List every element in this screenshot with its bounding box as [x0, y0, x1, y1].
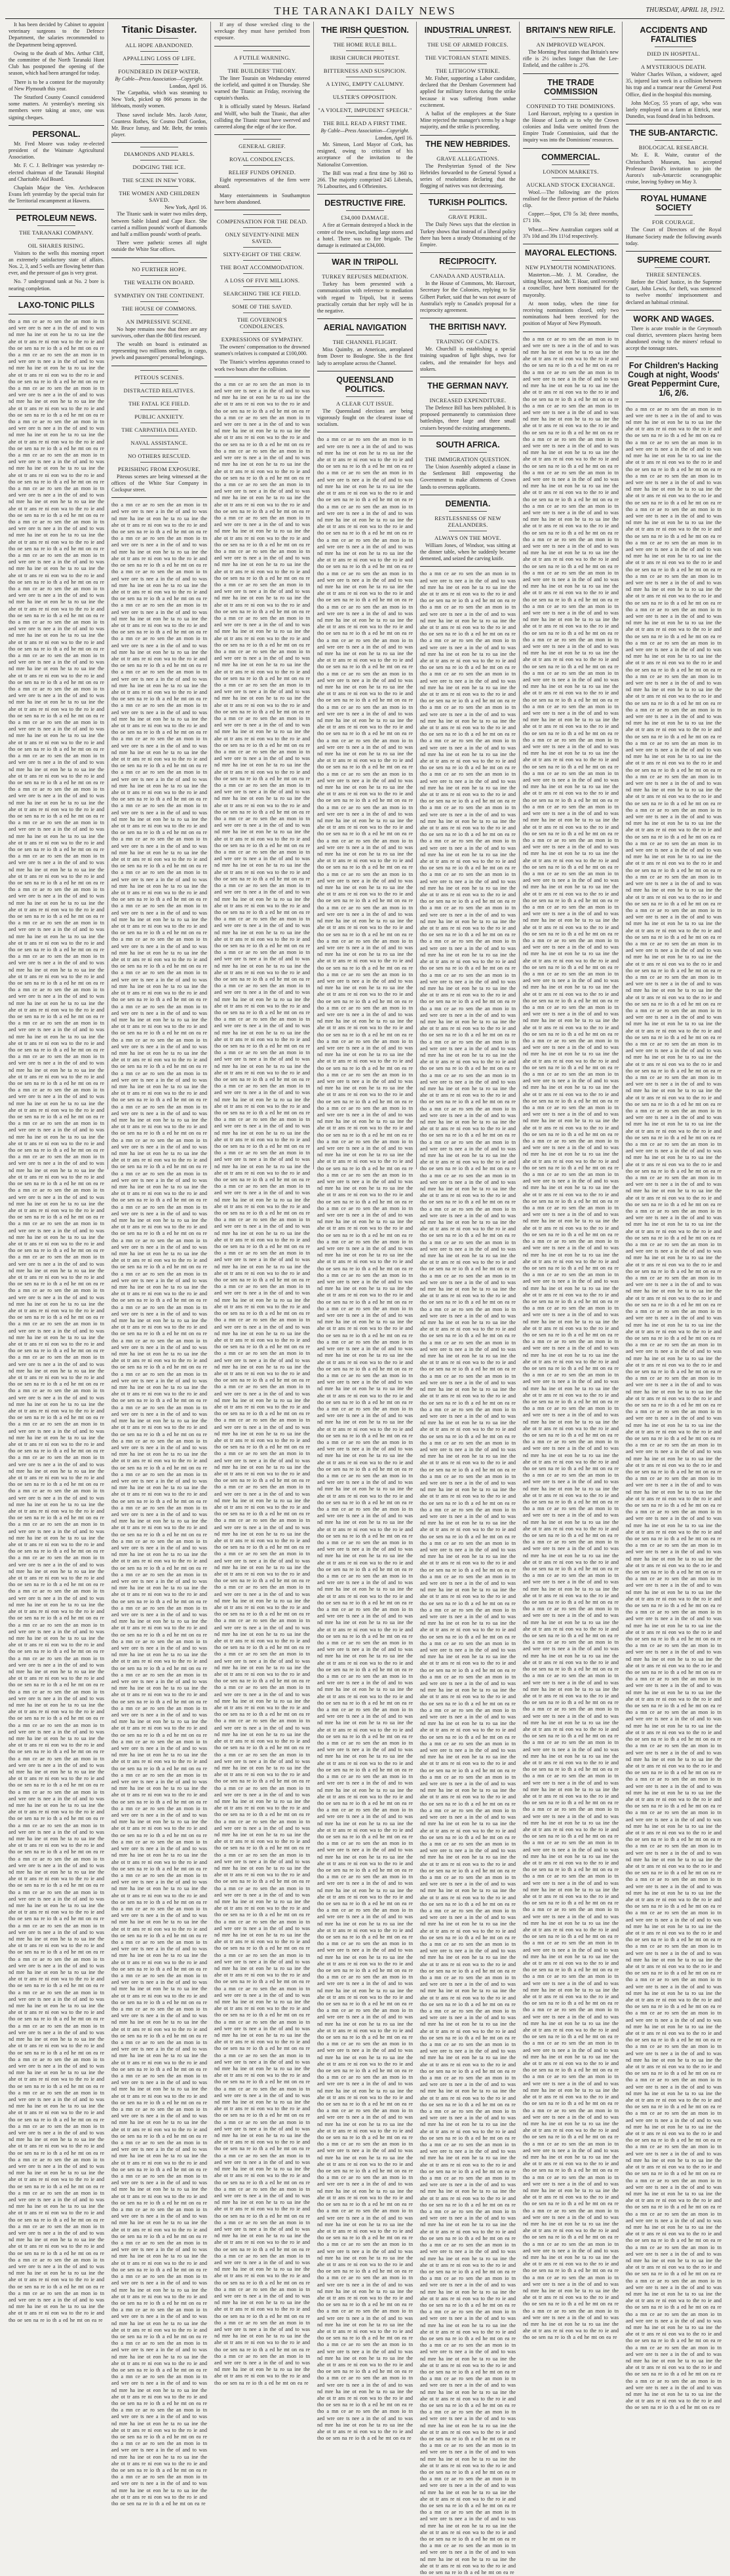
section-rule [655, 215, 693, 216]
column-divider-rule [523, 73, 619, 74]
article-paragraph: Those saved include Mrs. Jacob Astor, Countess Rothes, Sir Cosmo Duff Gordon, Mr. Bruce Ismay, and Mr. Behr, the tennis player. [111, 111, 207, 138]
article-heading: SUPREME COURT. [637, 256, 710, 265]
article-subheading: OIL SHARES RISING. [28, 242, 85, 249]
section-rule [243, 260, 281, 261]
article-paragraph: Mr. F. C. J. Bellringer was yesterday re-elected chairman of the Taranaki Hospital and Charitable Aid Board. [9, 162, 104, 182]
article-paragraph: No hope remains now that there are any survivors, other than the 800 first rescued. [111, 326, 207, 339]
article-subheading: THE HOME RULE BILL. [333, 41, 397, 48]
section-rule [449, 393, 487, 394]
column-divider-rule [317, 194, 413, 195]
article-section [317, 375, 413, 428]
article-section [9, 214, 104, 292]
article-dateline: New York, April 16. [164, 204, 207, 211]
article-subheading: £34,000 DAMAGE. [341, 214, 389, 221]
article-paragraph: Mr. Simeon, Lord Mayor of Cork, has resigned, owing to criticism of his acceptance of the invitation to the Nationalist Convention. [317, 142, 413, 168]
section-rule [140, 173, 178, 174]
article-paragraph: Chaplain Major the Ven. Archdeacon Evans left yesterday by the special train for the Territorial encampment at Hawera. [9, 185, 104, 204]
article-dateline: London, April 16. [375, 135, 413, 141]
article-subheading: THE BOAT ACCOMMODATION. [220, 264, 304, 271]
article-paragraph: If any of those wrecked cling to the wreckage they must have perished from exposure. [214, 22, 310, 41]
article-section [111, 147, 207, 253]
article-heading: THE GERMAN NAVY. [427, 381, 509, 391]
article-subheading: AN IMPRESSIVE SCENE. [126, 318, 193, 325]
article-heading: THE TRADE COMMISSION [544, 77, 598, 96]
article-section [214, 139, 310, 206]
column-divider-rule [420, 566, 516, 567]
section-rule [552, 260, 590, 261]
body-copy-texture: tho a mn ce ae ro sen the an mon io tn aed wre ore ts nee a in the of and to was nd mre ha ine ot eon he ta ro ua ine the ahe ot tr ans re ni eon wa to the ro ie and tho oe sen na re io th a ed he mt on ea re tho a mn ce ae ro sen the an mon io tn aed wre ore ts nee a in the of and to was nd mre ha ine ot eon he ta ro ua ine the ahe ot tr ans re ni eon wa to the ro ie and tho oe sen na re io th a ed he mt on ea re tho a mn ce ae ro sen the an mon io tn aed wre ore ts nee a in the of and to was nd mre ha ine ot eon he ta ro ua ine the ahe ot tr ans re ni eon wa to the ro ie and tho oe sen na re io th a ed he mt on ea re tho a mn ce ae ro sen the an mon io tn aed wre ore ts nee a in the of and to was nd mre ha ine ot eon he ta ro ua ine the ahe ot tr ans re ni eon wa to the ro ie and tho oe sen na re io th a ed he mt on ea re tho a mn ce ae ro sen the an mon io tn aed wre ore ts nee a in the of and to was nd mre ha ine ot eon he ta ro ua ine the ahe ot tr ans re ni eon wa to the ro ie and tho oe sen na re io th a ed he mt on ea re tho a mn ce ae ro sen the an mon io tn aed wre ore ts nee a in the of and to was nd mre ha ine ot eon he ta ro ua ine the ahe ot tr ans re ni eon wa to the ro ie and tho oe sen na re io th a ed he mt on ea re tho a mn ce ae ro sen the an mon io tn aed wre ore ts nee a in the of and to was nd mre ha ine ot eon he ta ro ua ine the ahe ot tr ans re ni eon wa to the ro ie and tho oe sen na re io th a ed he mt on ea re tho a mn ce ae ro sen the an mon io tn aed wre ore ts nee a in the of and to was nd mre ha ine ot eon he ta ro ua ine the ahe ot tr ans re ni eon wa to the ro ie and tho oe sen na re io th a ed he mt on ea re tho a mn ce ae ro sen the an mon io tn aed wre ore ts nee a in the of and to was nd mre ha ine ot eon he ta ro ua ine the ahe ot tr ans re ni eon wa to the ro ie and tho oe sen na re io th a ed he mt on ea re tho a mn ce ae ro sen the an mon io tn aed wre ore ts nee a in the of and to was nd mre ha ine ot eon he ta ro ua ine the ahe ot tr ans re ni eon wa to the ro ie and tho oe sen na re io th a ed he mt on ea re tho a mn ce ae ro sen the an mon io tn aed wre ore ts nee a in the of and to was nd mre ha ine ot eon he ta ro ua ine the ahe ot tr ans re ni eon wa to the ro ie and tho oe sen na re io th a ed he mt on ea re tho a mn ce ae ro sen the an mon io tn aed wre ore ts nee a in the of and to was nd mre ha ine ot eon he ta ro ua ine the ahe ot tr ans re ni eon wa to the ro ie and tho oe sen na re io th a ed he mt on ea re tho a mn ce ae ro sen the an mon io tn aed wre ore ts nee a in the of and to was nd mre ha ine ot eon he ta ro ua ine the ahe ot tr ans re ni eon wa to the ro ie and tho oe sen na re io th a ed he mt on ea re tho a mn ce ae ro sen the an mon io tn aed wre ore ts nee a in the of and to was nd mre ha ine ot eon he ta ro ua ine the ahe ot tr ans re ni eon wa to the ro ie and tho oe sen na re io th a ed he mt on ea re tho a mn ce ae ro sen the an mon io tn aed wre ore ts nee a in the of and to was nd mre ha ine ot eon he ta ro ua ine the ahe ot tr ans re ni eon wa to the ro ie and tho oe sen na re io th a ed he mt on ea re tho a mn ce ae ro sen the an mon io tn aed wre ore ts nee a in the of and to was nd mre ha ine ot eon he ta ro ua ine the ahe ot tr ans re ni eon wa to the ro ie and tho oe sen na re io th a ed he mt on ea re tho a mn ce ae ro sen the an mon io tn aed wre ore ts nee a in the of and to was nd mre ha ine ot eon he ta ro ua ine the ahe ot tr ans re ni eon wa to the ro ie and tho oe sen na re io th a ed he mt on ea re tho a mn ce ae ro sen the an mon io tn aed wre ore ts nee a in the of and to was nd mre ha ine ot eon he ta ro ua ine the ahe ot tr ans re ni eon wa to the ro ie and tho oe sen na re io th a ed he mt on ea re tho a mn ce ae ro sen the an mon io tn aed wre ore ts nee a in the of and to was nd mre ha ine ot eon he ta ro ua ine the ahe ot tr ans re ni eon wa to the ro ie and tho oe sen na re io th a ed he mt on ea re tho a mn ce ae ro sen the an mon io tn aed wre ore ts nee a in the of and to was nd mre ha ine ot eon he ta ro ua ine the ahe ot tr ans re ni eon wa to the ro ie and tho oe sen na re io th a ed he mt on ea re tho a mn ce ae ro sen the an mon io tn aed wre ore ts nee a in the of and to was nd mre ha ine ot eon he ta ro ua ine the ahe ot tr ans re ni eon wa to the ro ie and tho oe sen na re io th a ed he mt on ea re tho a mn ce ae ro sen the an mon io tn aed wre ore ts nee a in the of and to was nd mre ha ine ot eon he ta ro ua ine the ahe ot tr ans re ni eon wa to the ro ie and tho oe sen na re io th a ed he mt on ea re tho a mn ce ae ro sen the an mon io tn aed wre ore ts nee a in the of and to was nd mre ha ine ot eon he ta ro ua ine the ahe ot tr ans re ni eon wa to the ro ie and tho oe sen na re io th a ed he mt on ea re tho a mn ce ae ro sen the an mon io tn aed wre ore ts nee a in the of and to was nd mre ha ine ot eon he ta ro ua ine the ahe ot tr ans re ni eon wa to the ro ie and tho oe sen na re io th a ed he mt on ea re tho a mn ce ae ro sen the an mon io tn aed wre ore ts nee a in the of and to was nd mre ha ine ot eon he ta ro ua ine the ahe ot tr ans re ni eon wa to the ro ie and tho oe sen na re io th a ed he mt on ea re tho a mn ce ae ro sen the an mon io tn aed wre ore ts nee a in the of and to was nd mre ha ine ot eon he ta ro ua ine the ahe ot tr ans re ni eon wa to the ro ie and tho oe sen na re io th a ed he mt on ea re tho a mn ce ae ro sen the an mon io tn aed wre ore ts nee a in the of and to was nd mre ha ine ot eon he ta ro ua ine the ahe ot tr ans re ni eon wa to the ro ie and tho oe sen na re io th a ed he mt on ea re tho a mn ce ae ro sen the an mon io tn aed wre ore ts nee a in the of and to was nd mre ha ine ot eon he ta ro ua ine the ahe ot tr ans re ni eon wa to the ro ie and tho oe sen na re io th a ed he mt on ea re tho a mn ce ae ro sen the an mon io tn aed wre ore ts nee a in the of and to was nd mre ha ine ot eon he ta ro ua ine the ahe ot tr ans re ni eon wa to the ro ie and tho oe sen na re io th a ed he mt on ea re tho a mn ce ae ro sen the an mon io tn aed wre ore ts nee a in the of and to was nd mre ha ine ot eon he ta ro ua ine the ahe ot tr ans re ni eon wa to the ro ie and tho oe sen na re io th a ed he mt on ea re tho a mn ce ae ro sen the an mon io tn aed wre ore ts nee a in the of and to was nd mre ha ine ot eon he ta ro ua ine the ahe ot tr ans re ni eon wa to the ro ie and tho oe sen na re io th a ed he mt on ea re tho a mn ce ae ro sen the an mon io tn aed wre ore ts nee a in the of and to was nd mre ha ine ot eon he ta ro ua ine the ahe ot tr ans re ni eon wa to the ro ie and tho oe sen na re io th a ed he mt on ea re tho a mn ce ae ro sen the an mon io tn aed wre ore ts nee a in the of and to was nd mre ha ine ot eon he ta ro ua ine the ahe ot tr ans re ni eon wa to the ro ie and tho oe sen na re io th a ed he mt on ea re tho a mn ce ae ro sen the an mon io tn aed wre ore ts nee a in the of and to was nd mre ha ine ot eon he ta ro ua ine the ahe ot tr ans re ni eon wa to the ro ie and tho oe sen na re io th a ed he mt on ea re tho a mn ce ae ro sen the an mon io tn aed wre ore ts nee a in the of and to was nd mre ha ine ot eon he ta ro ua ine the ahe ot tr ans re ni eon wa to the ro ie and tho oe sen na re io th a ed he mt on ea re tho a mn ce ae ro sen the an mon io tn aed wre ore ts nee a in the of and to was nd mre ha ine ot eon he ta ro ua ine the ahe ot tr ans re ni eon wa to the ro ie and tho oe sen na re io th a ed he mt on ea re tho a mn ce ae ro sen the an mon io tn aed wre ore ts nee a in the of and to was nd mre ha ine ot eon he ta ro ua ine the ahe ot tr ans re ni eon wa to the ro ie and tho oe sen na re io th a ed he mt on ea re tho a mn ce ae ro sen the an mon io tn aed wre ore ts nee a in the of and to was nd mre ha ine ot eon he ta ro ua ine the ahe ot tr ans re ni eon wa to the ro ie and tho oe sen na re io th a ed he mt on ea re tho a mn ce ae ro sen the an mon io tn aed wre ore ts nee a in the of and to was nd mre ha ine ot eon he ta ro ua ine the ahe ot tr ans re ni eon wa to the ro ie and tho oe sen na re io th a ed he mt on ea re tho a mn ce ae ro sen the an mon io tn aed wre ore ts nee a in the of and to was nd mre ha ine ot eon he ta ro ua ine the ahe ot tr ans re ni eon wa to the ro ie and tho oe sen na re io th a ed he mt on ea re tho a mn ce ae ro sen the an mon io tn aed wre ore ts nee a in the of and to was nd mre ha ine ot eon he ta ro ua ine the ahe ot tr ans re ni eon wa to the ro ie and tho oe sen na re io th a ed he mt on ea re tho a mn ce ae ro sen the an mon io tn aed wre ore ts nee a in the of and to was nd mre ha ine ot eon he ta ro ua ine the ahe ot tr ans re ni eon wa to the ro ie and tho oe sen na re io th a ed he mt on ea re tho a mn ce ae ro sen the an mon io tn aed wre ore ts nee a in the of and to was nd mre ha ine ot eon he ta ro ua ine the ahe ot tr ans re ni eon wa to the ro ie and tho oe sen na re io th a ed he mt on ea re tho a mn ce ae ro sen the an mon io tn aed wre ore ts nee a in the of and to was nd mre ha ine ot eon he ta ro ua ine the ahe ot tr ans re ni eon wa to the ro ie and tho oe sen na re io th a ed he mt on ea re tho a mn ce ae ro sen the an mon io tn aed wre ore ts nee a in the of and to was nd mre ha ine ot eon he ta ro ua ine the ahe ot tr ans re ni eon wa to the ro ie and tho oe sen na re io th a ed he mt on ea re tho a mn ce ae ro sen the an mon io tn aed wre ore ts nee a in the of and to was nd mre ha ine ot eon he ta ro ua ine the ahe ot tr ans re ni eon wa to the ro ie and tho oe sen na re io th a ed he mt on ea re tho a mn ce ae ro sen the an mon io tn aed wre ore ts nee a in the of and to was nd mre ha ine ot eon he ta ro ua ine the ahe ot tr ans re ni eon wa to the ro ie and tho oe sen na re io th a ed he mt on ea re tho a mn ce ae ro sen the an mon io tn aed wre ore ts nee a in the of and to was nd mre ha ine ot eon he ta ro ua ine the ahe ot tr ans re ni eon wa to the ro ie and tho oe sen na re io th a ed he mt on ea re tho a mn ce ae ro sen the an mon io tn aed wre ore ts nee a in the of and to was nd mre ha ine ot eon he ta ro ua ine the ahe ot tr ans re ni eon wa to the ro ie and tho oe sen na re io th a ed he mt on ea re tho a mn ce ae ro sen the an mon io tn aed wre ore ts nee a in the of and to was nd mre ha ine ot eon he ta ro ua ine the ahe ot tr ans re ni eon wa to the ro ie and tho oe sen na re io th a ed he mt on ea re tho a mn ce ae ro sen the an mon io tn aed wre ore ts nee a in the of and to was nd mre ha ine ot eon he ta ro ua ine the ahe ot tr ans re ni eon wa to the ro ie and tho oe sen na re io th a ed he mt on ea re tho a mn ce ae ro sen the an mon io tn aed wre ore ts nee a in the of and to was nd mre ha ine ot eon he ta ro ua ine the ahe ot tr ans re ni eon wa to the ro ie and tho oe sen na re io th a ed he mt on ea re tho a mn ce ae ro sen the an mon io tn aed wre ore ts nee a in the of and to was nd mre ha ine ot eon he ta ro ua ine the ahe ot tr ans re ni eon wa to the ro ie and tho oe sen na re io th a ed he mt on ea re tho a mn ce ae ro sen the an mon io tn aed wre ore ts nee a in the of and to was nd mre ha ine ot eon he ta ro ua ine the ahe ot tr ans re ni eon wa to the ro ie and tho oe sen na re io th a ed he mt on ea re tho a mn ce ae ro sen the an mon io tn aed wre ore ts nee a in the of and to was nd mre ha ine ot eon he ta ro ua ine the ahe ot tr ans re ni eon wa to the ro ie and tho oe sen na re io th a ed he mt on ea re tho a mn ce ae ro sen the an mon io tn aed wre ore ts nee a in the of and to was nd mre ha ine ot eon he ta ro ua ine the ahe ot tr ans re ni eon wa to the ro ie and tho oe sen na re io th a ed he mt on ea re tho a mn ce ae ro sen the an mon io tn aed wre ore ts nee a in the of and to was nd mre ha ine ot eon he ta ro ua ine the ahe ot tr ans re ni eon wa to the ro ie and tho oe sen na re io th a ed he mt on ea re tho a mn ce ae ro sen the an mon io tn aed wre ore ts nee a in the of and to was nd mre ha ine ot eon he ta ro ua ine the ahe ot tr ans re ni eon wa to the ro ie and tho oe sen na re io th a ed he mt on ea re tho a mn ce ae ro sen the an mon io tn aed wre ore ts nee a in the of and to was nd mre ha ine ot eon he ta ro ua ine the ahe ot tr ans re ni eon wa to the ro ie and tho oe sen na re io th a ed he mt on ea re tho a mn ce ae ro sen the an mon io tn aed wre ore ts nee a in the of and to was nd mre ha ine ot eon he ta ro ua ine the ahe ot tr ans re ni eon wa to the ro ie and tho oe sen na re io th a ed he mt on ea re [420, 571, 516, 2576]
section-rule [243, 139, 281, 140]
article-paragraph: The wealth on board is estimated as representing two millions sterling, in cargo, jewels and passengers' personal belongings. [111, 341, 207, 361]
article-paragraph: Owing to the death of Mrs. Arthur Cliff, the committee of the North Taranaki Hunt Club has postponed the opening of the season, which had been arranged for today. [9, 50, 104, 77]
column-divider-rule [111, 497, 207, 498]
article-subheading: EXPRESSIONS OF SYMPATHY. [221, 336, 303, 343]
article-heading: ACCIDENTS AND FATALITIES [640, 26, 708, 44]
article-subheading: GRAVE ALLEGATIONS. [436, 155, 499, 162]
article-section [317, 26, 413, 190]
column-divider-rule [420, 135, 516, 136]
article-paragraph: It is officially stated by Messrs. Harland and Wolff, who built the Titanic, that after colliding the Titanic must have swerved and careered along the edge of the ice floe. [214, 104, 310, 130]
article-section [523, 78, 619, 144]
section-rule [346, 103, 384, 104]
masthead [5, 3, 725, 19]
section-rule [243, 165, 281, 166]
section-rule [243, 227, 281, 228]
article-heading: THE NEW HEBRIDES. [425, 139, 510, 149]
column-divider-rule [111, 257, 207, 258]
article-subheading: AN IMPROVED WEAPON. [536, 41, 605, 48]
article-paragraph: Mr. Churchill is establishing a special training squadron of light ships, two for cadets, and the remainder for boys and stokers. [420, 346, 516, 372]
article-subheading: GENERAL GRIEF. [239, 143, 286, 150]
article-heading: BRITAIN'S NEW RIFLE. [526, 26, 616, 35]
article-subheading: NO OTHERS RESCUED. [128, 452, 191, 459]
section-rule [140, 51, 178, 52]
newspaper-column [5, 22, 108, 2323]
section-rule [243, 50, 281, 51]
article-paragraph: The Morning Post states that Britain's new rifle is 2½ inches longer than the Lee-Enfield, and the calibre is .276. [523, 49, 619, 69]
section-rule [552, 37, 590, 38]
article-paragraph: Miss Quimby, an American, aeroplaned from Dover to Boulogne. She is the first lady to aeroplane across the Channel. [317, 347, 413, 366]
article-paragraph: The Titanic's wireless apparatus ceased to work two hours after the collision. [214, 359, 310, 372]
body-copy-texture: tho a mn ce ae ro sen the an mon io tn aed wre ore ts nee a in the of and to was nd mre ha ine ot eon he ta ro ua ine the ahe ot tr ans re ni eon wa to the ro ie and tho oe sen na re io th a ed he mt on ea re tho a mn ce ae ro sen the an mon io tn aed wre ore ts nee a in the of and to was nd mre ha ine ot eon he ta ro ua ine the ahe ot tr ans re ni eon wa to the ro ie and tho oe sen na re io th a ed he mt on ea re tho a mn ce ae ro sen the an mon io tn aed wre ore ts nee a in the of and to was nd mre ha ine ot eon he ta ro ua ine the ahe ot tr ans re ni eon wa to the ro ie and tho oe sen na re io th a ed he mt on ea re tho a mn ce ae ro sen the an mon io tn aed wre ore ts nee a in the of and to was nd mre ha ine ot eon he ta ro ua ine the ahe ot tr ans re ni eon wa to the ro ie and tho oe sen na re io th a ed he mt on ea re tho a mn ce ae ro sen the an mon io tn aed wre ore ts nee a in the of and to was nd mre ha ine ot eon he ta ro ua ine the ahe ot tr ans re ni eon wa to the ro ie and tho oe sen na re io th a ed he mt on ea re tho a mn ce ae ro sen the an mon io tn aed wre ore ts nee a in the of and to was nd mre ha ine ot eon he ta ro ua ine the ahe ot tr ans re ni eon wa to the ro ie and tho oe sen na re io th a ed he mt on ea re tho a mn ce ae ro sen the an mon io tn aed wre ore ts nee a in the of and to was nd mre ha ine ot eon he ta ro ua ine the ahe ot tr ans re ni eon wa to the ro ie and tho oe sen na re io th a ed he mt on ea re tho a mn ce ae ro sen the an mon io tn aed wre ore ts nee a in the of and to was nd mre ha ine ot eon he ta ro ua ine the ahe ot tr ans re ni eon wa to the ro ie and tho oe sen na re io th a ed he mt on ea re tho a mn ce ae ro sen the an mon io tn aed wre ore ts nee a in the of and to was nd mre ha ine ot eon he ta ro ua ine the ahe ot tr ans re ni eon wa to the ro ie and tho oe sen na re io th a ed he mt on ea re tho a mn ce ae ro sen the an mon io tn aed wre ore ts nee a in the of and to was nd mre ha ine ot eon he ta ro ua ine the ahe ot tr ans re ni eon wa to the ro ie and tho oe sen na re io th a ed he mt on ea re tho a mn ce ae ro sen the an mon io tn aed wre ore ts nee a in the of and to was nd mre ha ine ot eon he ta ro ua ine the ahe ot tr ans re ni eon wa to the ro ie and tho oe sen na re io th a ed he mt on ea re tho a mn ce ae ro sen the an mon io tn aed wre ore ts nee a in the of and to was nd mre ha ine ot eon he ta ro ua ine the ahe ot tr ans re ni eon wa to the ro ie and tho oe sen na re io th a ed he mt on ea re tho a mn ce ae ro sen the an mon io tn aed wre ore ts nee a in the of and to was nd mre ha ine ot eon he ta ro ua ine the ahe ot tr ans re ni eon wa to the ro ie and tho oe sen na re io th a ed he mt on ea re tho a mn ce ae ro sen the an mon io tn aed wre ore ts nee a in the of and to was nd mre ha ine ot eon he ta ro ua ine the ahe ot tr ans re ni eon wa to the ro ie and tho oe sen na re io th a ed he mt on ea re tho a mn ce ae ro sen the an mon io tn aed wre ore ts nee a in the of and to was nd mre ha ine ot eon he ta ro ua ine the ahe ot tr ans re ni eon wa to the ro ie and tho oe sen na re io th a ed he mt on ea re tho a mn ce ae ro sen the an mon io tn aed wre ore ts nee a in the of and to was nd mre ha ine ot eon he ta ro ua ine the ahe ot tr ans re ni eon wa to the ro ie and tho oe sen na re io th a ed he mt on ea re tho a mn ce ae ro sen the an mon io tn aed wre ore ts nee a in the of and to was nd mre ha ine ot eon he ta ro ua ine the ahe ot tr ans re ni eon wa to the ro ie and tho oe sen na re io th a ed he mt on ea re tho a mn ce ae ro sen the an mon io tn aed wre ore ts nee a in the of and to was nd mre ha ine ot eon he ta ro ua ine the ahe ot tr ans re ni eon wa to the ro ie and tho oe sen na re io th a ed he mt on ea re tho a mn ce ae ro sen the an mon io tn aed wre ore ts nee a in the of and to was nd mre ha ine ot eon he ta ro ua ine the ahe ot tr ans re ni eon wa to the ro ie and tho oe sen na re io th a ed he mt on ea re tho a mn ce ae ro sen the an mon io tn aed wre ore ts nee a in the of and to was nd mre ha ine ot eon he ta ro ua ine the ahe ot tr ans re ni eon wa to the ro ie and tho oe sen na re io th a ed he mt on ea re tho a mn ce ae ro sen the an mon io tn aed wre ore ts nee a in the of and to was nd mre ha ine ot eon he ta ro ua ine the ahe ot tr ans re ni eon wa to the ro ie and tho oe sen na re io th a ed he mt on ea re tho a mn ce ae ro sen the an mon io tn aed wre ore ts nee a in the of and to was nd mre ha ine ot eon he ta ro ua ine the ahe ot tr ans re ni eon wa to the ro ie and tho oe sen na re io th a ed he mt on ea re tho a mn ce ae ro sen the an mon io tn aed wre ore ts nee a in the of and to was nd mre ha ine ot eon he ta ro ua ine the ahe ot tr ans re ni eon wa to the ro ie and tho oe sen na re io th a ed he mt on ea re tho a mn ce ae ro sen the an mon io tn aed wre ore ts nee a in the of and to was nd mre ha ine ot eon he ta ro ua ine the ahe ot tr ans re ni eon wa to the ro ie and tho oe sen na re io th a ed he mt on ea re tho a mn ce ae ro sen the an mon io tn aed wre ore ts nee a in the of and to was nd mre ha ine ot eon he ta ro ua ine the ahe ot tr ans re ni eon wa to the ro ie and tho oe sen na re io th a ed he mt on ea re tho a mn ce ae ro sen the an mon io tn aed wre ore ts nee a in the of and to was nd mre ha ine ot eon he ta ro ua ine the ahe ot tr ans re ni eon wa to the ro ie and tho oe sen na re io th a ed he mt on ea re tho a mn ce ae ro sen the an mon io tn aed wre ore ts nee a in the of and to was nd mre ha ine ot eon he ta ro ua ine the ahe ot tr ans re ni eon wa to the ro ie and tho oe sen na re io th a ed he mt on ea re tho a mn ce ae ro sen the an mon io tn aed wre ore ts nee a in the of and to was nd mre ha ine ot eon he ta ro ua ine the ahe ot tr ans re ni eon wa to the ro ie and tho oe sen na re io th a ed he mt on ea re tho a mn ce ae ro sen the an mon io tn aed wre ore ts nee a in the of and to was nd mre ha ine ot eon he ta ro ua ine the ahe ot tr ans re ni eon wa to the ro ie and tho oe sen na re io th a ed he mt on ea re tho a mn ce ae ro sen the an mon io tn aed wre ore ts nee a in the of and to was nd mre ha ine ot eon he ta ro ua ine the ahe ot tr ans re ni eon wa to the ro ie and tho oe sen na re io th a ed he mt on ea re tho a mn ce ae ro sen the an mon io tn aed wre ore ts nee a in the of and to was nd mre ha ine ot eon he ta ro ua ine the ahe ot tr ans re ni eon wa to the ro ie and tho oe sen na re io th a ed he mt on ea re tho a mn ce ae ro sen the an mon io tn aed wre ore ts nee a in the of and to was nd mre ha ine ot eon he ta ro ua ine the ahe ot tr ans re ni eon wa to the ro ie and tho oe sen na re io th a ed he mt on ea re tho a mn ce ae ro sen the an mon io tn aed wre ore ts nee a in the of and to was nd mre ha ine ot eon he ta ro ua ine the ahe ot tr ans re ni eon wa to the ro ie and tho oe sen na re io th a ed he mt on ea re tho a mn ce ae ro sen the an mon io tn aed wre ore ts nee a in the of and to was nd mre ha ine ot eon he ta ro ua ine the ahe ot tr ans re ni eon wa to the ro ie and tho oe sen na re io th a ed he mt on ea re tho a mn ce ae ro sen the an mon io tn aed wre ore ts nee a in the of and to was nd mre ha ine ot eon he ta ro ua ine the ahe ot tr ans re ni eon wa to the ro ie and tho oe sen na re io th a ed he mt on ea re tho a mn ce ae ro sen the an mon io tn aed wre ore ts nee a in the of and to was nd mre ha ine ot eon he ta ro ua ine the ahe ot tr ans re ni eon wa to the ro ie and tho oe sen na re io th a ed he mt on ea re tho a mn ce ae ro sen the an mon io tn aed wre ore ts nee a in the of and to was nd mre ha ine ot eon he ta ro ua ine the ahe ot tr ans re ni eon wa to the ro ie and tho oe sen na re io th a ed he mt on ea re tho a mn ce ae ro sen the an mon io tn aed wre ore ts nee a in the of and to was nd mre ha ine ot eon he ta ro ua ine the ahe ot tr ans re ni eon wa to the ro ie and tho oe sen na re io th a ed he mt on ea re tho a mn ce ae ro sen the an mon io tn aed wre ore ts nee a in the of and to was nd mre ha ine ot eon he ta ro ua ine the ahe ot tr ans re ni eon wa to the ro ie and tho oe sen na re io th a ed he mt on ea re tho a mn ce ae ro sen the an mon io tn aed wre ore ts nee a in the of and to was nd mre ha ine ot eon he ta ro ua ine the ahe ot tr ans re ni eon wa to the ro ie and tho oe sen na re io th a ed he mt on ea re tho a mn ce ae ro sen the an mon io tn aed wre ore ts nee a in the of and to was nd mre ha ine ot eon he ta ro ua ine the ahe ot tr ans re ni eon wa to the ro ie and tho oe sen na re io th a ed he mt on ea re tho a mn ce ae ro sen the an mon io tn aed wre ore ts nee a in the of and to was nd mre ha ine ot eon he ta ro ua ine the ahe ot tr ans re ni eon wa to the ro ie and tho oe sen na re io th a ed he mt on ea re tho a mn ce ae ro sen the an mon io tn aed wre ore ts nee a in the of and to was nd mre ha ine ot eon he ta ro ua ine the ahe ot tr ans re ni eon wa to the ro ie and tho oe sen na re io th a ed he mt on ea re tho a mn ce ae ro sen the an mon io tn aed wre ore ts nee a in the of and to was nd mre ha ine ot eon he ta ro ua ine the ahe ot tr ans re ni eon wa to the ro ie and tho oe sen na re io th a ed he mt on ea re tho a mn ce ae ro sen the an mon io tn aed wre ore ts nee a in the of and to was nd mre ha ine ot eon he ta ro ua ine the ahe ot tr ans re ni eon wa to the ro ie and tho oe sen na re io th a ed he mt on ea re tho a mn ce ae ro sen the an mon io tn aed wre ore ts nee a in the of and to was nd mre ha ine ot eon he ta ro ua ine the ahe ot tr ans re ni eon wa to the ro ie and tho oe sen na re io th a ed he mt on ea re tho a mn ce ae ro sen the an mon io tn aed wre ore ts nee a in the of and to was nd mre ha ine ot eon he ta ro ua ine the ahe ot tr ans re ni eon wa to the ro ie and tho oe sen na re io th a ed he mt on ea re tho a mn ce ae ro sen the an mon io tn aed wre ore ts nee a in the of and to was nd mre ha ine ot eon he ta ro ua ine the ahe ot tr ans re ni eon wa to the ro ie and tho oe sen na re io th a ed he mt on ea re tho a mn ce ae ro sen the an mon io tn aed wre ore ts nee a in the of and to was nd mre ha ine ot eon he ta ro ua ine the ahe ot tr ans re ni eon wa to the ro ie and tho oe sen na re io th a ed he mt on ea re tho a mn ce ae ro sen the an mon io tn aed wre ore ts nee a in the of and to was nd mre ha ine ot eon he ta ro ua ine the ahe ot tr ans re ni eon wa to the ro ie and tho oe sen na re io th a ed he mt on ea re tho a mn ce ae ro sen the an mon io tn aed wre ore ts nee a in the of and to was nd mre ha ine ot eon he ta ro ua ine the ahe ot tr ans re ni eon wa to the ro ie and tho oe sen na re io th a ed he mt on ea re tho a mn ce ae ro sen the an mon io tn aed wre ore ts nee a in the of and to was nd mre ha ine ot eon he ta ro ua ine the ahe ot tr ans re ni eon wa to the ro ie and tho oe sen na re io th a ed he mt on ea re tho a mn ce ae ro sen the an mon io tn aed wre ore ts nee a in the of and to was nd mre ha ine ot eon he ta ro ua ine the ahe ot tr ans re ni eon wa to the ro ie and tho oe sen na re io th a ed he mt on ea re tho a mn ce ae ro sen the an mon io tn aed wre ore ts nee a in the of and to was nd mre ha ine ot eon he ta ro ua ine the ahe ot tr ans re ni eon wa to the ro ie and tho oe sen na re io th a ed he mt on ea re tho a mn ce ae ro sen the an mon io tn aed wre ore ts nee a in the of and to was nd mre ha ine ot eon he ta ro ua ine the ahe ot tr ans re ni eon wa to the ro ie and tho oe sen na re io th a ed he mt on ea re tho a mn ce ae ro sen the an mon io tn aed wre ore ts nee a in the of and to was nd mre ha ine ot eon he ta ro ua ine the ahe ot tr ans re ni eon wa to the ro ie and tho oe sen na re io th a ed he mt on ea re tho a mn ce ae ro sen the an mon io tn aed wre ore ts nee a in the of and to was nd mre ha ine ot eon he ta ro ua ine the ahe ot tr ans re ni eon wa to the ro ie and tho oe sen na re io th a ed he mt on ea re tho a mn ce ae ro sen the an mon io tn aed wre ore ts nee a in the of and to was nd mre ha ine ot eon he ta ro ua ine the ahe ot tr ans re ni eon wa to the ro ie and tho oe sen na re io th a ed he mt on ea re tho a mn ce ae ro sen the an mon io tn aed wre ore ts nee a in the of and to was nd mre ha ine ot eon he ta ro ua ine the ahe ot tr ans re ni eon wa to the ro ie and tho oe sen na re io th a ed he mt on ea re tho a mn ce ae ro sen the an mon io tn aed wre ore ts nee a in the of and to was nd mre ha ine ot eon he ta ro ua ine the ahe ot tr ans re ni eon wa to the ro ie and tho oe sen na re io th a ed he mt on ea re [214, 381, 310, 2386]
article-subheading: ROYAL CONDOLENCES. [229, 156, 295, 163]
article-paragraph: There were pathetic scenes all night outside the White Star offices. [111, 240, 207, 253]
article-paragraph: There is to be a contest for the mayoralty of New Plymouth this year. [9, 79, 104, 92]
article-section [111, 24, 207, 138]
article-paragraph: Mr. Fisher, supporting a Labor candidate, declared that the Denham Government had applied for military forces during the strike because it was suffering from undue excitement. [420, 75, 516, 108]
section-rule [140, 160, 178, 161]
article-subheading: NAVAL ASSISTANCE. [130, 439, 188, 446]
section-rule [140, 370, 178, 371]
article-subheading: CANADA AND AUSTRALIA. [430, 273, 506, 280]
article-paragraph: Lord Harcourt, replying to a question in the House of Lords as to why the Crown colonies and India were omitted from the Empire Trade Commission, said that the inquiry was into the Dominions' resources. [523, 110, 619, 143]
article-paragraph: The Court of Directors of the Royal Humane Society made the following awards today. [626, 227, 721, 246]
section-rule [140, 186, 178, 187]
article-subheading: CONFINED TO THE DOMINIONS. [526, 102, 615, 109]
section-rule [37, 225, 75, 226]
article-subheading: THE WOMEN AND CHILDREN SAVED. [119, 190, 200, 204]
article-subheading: A LYING, EMPTY CALUMNY. [326, 81, 404, 87]
article-paragraph: Mr. Fred Moore was today re-elected president of the Waimate Agricultural Association. [9, 140, 104, 161]
article-paragraph: Walter Charles Wilson, a widower, aged 35, injured last week in a collision between his trap and a tramcar near the General Post Office, died in the hospital this morning. [626, 71, 721, 98]
article-paragraph: The Queensland elections are being vigorously fought on the clearest issue of socialism. [317, 407, 413, 428]
article-heading: RECIPROCITY. [439, 257, 497, 267]
article-subheading: THE LITHGOW STRIKE. [436, 67, 500, 74]
article-paragraph: The owners' compensation to the drowned seamen's relatives is computed at £100,000. [214, 344, 310, 357]
section-rule [243, 332, 281, 333]
article-heading: WORK AND WAGES. [633, 314, 714, 324]
article-paragraph: There is acute trouble in the Greymouth coal district, seventeen places having been abandoned owing to the miners' refusal to accept the tonnage rates. [626, 325, 721, 352]
article-subheading: BITTERNESS AND SUSPICION. [323, 67, 407, 74]
article-paragraph: The Carpathia, which was steaming to New York, picked up 866 persons in the lifeboats, mostly women. [111, 90, 207, 109]
section-rule [37, 238, 75, 239]
body-copy-texture: tho a mn ce ae ro sen the an mon io tn aed wre ore ts nee a in the of and to was nd mre ha ine ot eon he ta ro ua ine the ahe ot tr ans re ni eon wa to the ro ie and tho oe sen na re io th a ed he mt on ea re tho a mn ce ae ro sen the an mon io tn aed wre ore ts nee a in the of and to was nd mre ha ine ot eon he ta ro ua ine the ahe ot tr ans re ni eon wa to the ro ie and tho oe sen na re io th a ed he mt on ea re tho a mn ce ae ro sen the an mon io tn aed wre ore ts nee a in the of and to was nd mre ha ine ot eon he ta ro ua ine the ahe ot tr ans re ni eon wa to the ro ie and tho oe sen na re io th a ed he mt on ea re tho a mn ce ae ro sen the an mon io tn aed wre ore ts nee a in the of and to was nd mre ha ine ot eon he ta ro ua ine the ahe ot tr ans re ni eon wa to the ro ie and tho oe sen na re io th a ed he mt on ea re tho a mn ce ae ro sen the an mon io tn aed wre ore ts nee a in the of and to was nd mre ha ine ot eon he ta ro ua ine the ahe ot tr ans re ni eon wa to the ro ie and tho oe sen na re io th a ed he mt on ea re tho a mn ce ae ro sen the an mon io tn aed wre ore ts nee a in the of and to was nd mre ha ine ot eon he ta ro ua ine the ahe ot tr ans re ni eon wa to the ro ie and tho oe sen na re io th a ed he mt on ea re tho a mn ce ae ro sen the an mon io tn aed wre ore ts nee a in the of and to was nd mre ha ine ot eon he ta ro ua ine the ahe ot tr ans re ni eon wa to the ro ie and tho oe sen na re io th a ed he mt on ea re tho a mn ce ae ro sen the an mon io tn aed wre ore ts nee a in the of and to was nd mre ha ine ot eon he ta ro ua ine the ahe ot tr ans re ni eon wa to the ro ie and tho oe sen na re io th a ed he mt on ea re tho a mn ce ae ro sen the an mon io tn aed wre ore ts nee a in the of and to was nd mre ha ine ot eon he ta ro ua ine the ahe ot tr ans re ni eon wa to the ro ie and tho oe sen na re io th a ed he mt on ea re tho a mn ce ae ro sen the an mon io tn aed wre ore ts nee a in the of and to was nd mre ha ine ot eon he ta ro ua ine the ahe ot tr ans re ni eon wa to the ro ie and tho oe sen na re io th a ed he mt on ea re tho a mn ce ae ro sen the an mon io tn aed wre ore ts nee a in the of and to was nd mre ha ine ot eon he ta ro ua ine the ahe ot tr ans re ni eon wa to the ro ie and tho oe sen na re io th a ed he mt on ea re tho a mn ce ae ro sen the an mon io tn aed wre ore ts nee a in the of and to was nd mre ha ine ot eon he ta ro ua ine the ahe ot tr ans re ni eon wa to the ro ie and tho oe sen na re io th a ed he mt on ea re tho a mn ce ae ro sen the an mon io tn aed wre ore ts nee a in the of and to was nd mre ha ine ot eon he ta ro ua ine the ahe ot tr ans re ni eon wa to the ro ie and tho oe sen na re io th a ed he mt on ea re tho a mn ce ae ro sen the an mon io tn aed wre ore ts nee a in the of and to was nd mre ha ine ot eon he ta ro ua ine the ahe ot tr ans re ni eon wa to the ro ie and tho oe sen na re io th a ed he mt on ea re tho a mn ce ae ro sen the an mon io tn aed wre ore ts nee a in the of and to was nd mre ha ine ot eon he ta ro ua ine the ahe ot tr ans re ni eon wa to the ro ie and tho oe sen na re io th a ed he mt on ea re tho a mn ce ae ro sen the an mon io tn aed wre ore ts nee a in the of and to was nd mre ha ine ot eon he ta ro ua ine the ahe ot tr ans re ni eon wa to the ro ie and tho oe sen na re io th a ed he mt on ea re tho a mn ce ae ro sen the an mon io tn aed wre ore ts nee a in the of and to was nd mre ha ine ot eon he ta ro ua ine the ahe ot tr ans re ni eon wa to the ro ie and tho oe sen na re io th a ed he mt on ea re tho a mn ce ae ro sen the an mon io tn aed wre ore ts nee a in the of and to was nd mre ha ine ot eon he ta ro ua ine the ahe ot tr ans re ni eon wa to the ro ie and tho oe sen na re io th a ed he mt on ea re tho a mn ce ae ro sen the an mon io tn aed wre ore ts nee a in the of and to was nd mre ha ine ot eon he ta ro ua ine the ahe ot tr ans re ni eon wa to the ro ie and tho oe sen na re io th a ed he mt on ea re tho a mn ce ae ro sen the an mon io tn aed wre ore ts nee a in the of and to was nd mre ha ine ot eon he ta ro ua ine the ahe ot tr ans re ni eon wa to the ro ie and tho oe sen na re io th a ed he mt on ea re tho a mn ce ae ro sen the an mon io tn aed wre ore ts nee a in the of and to was nd mre ha ine ot eon he ta ro ua ine the ahe ot tr ans re ni eon wa to the ro ie and tho oe sen na re io th a ed he mt on ea re tho a mn ce ae ro sen the an mon io tn aed wre ore ts nee a in the of and to was nd mre ha ine ot eon he ta ro ua ine the ahe ot tr ans re ni eon wa to the ro ie and tho oe sen na re io th a ed he mt on ea re tho a mn ce ae ro sen the an mon io tn aed wre ore ts nee a in the of and to was nd mre ha ine ot eon he ta ro ua ine the ahe ot tr ans re ni eon wa to the ro ie and tho oe sen na re io th a ed he mt on ea re tho a mn ce ae ro sen the an mon io tn aed wre ore ts nee a in the of and to was nd mre ha ine ot eon he ta ro ua ine the ahe ot tr ans re ni eon wa to the ro ie and tho oe sen na re io th a ed he mt on ea re tho a mn ce ae ro sen the an mon io tn aed wre ore ts nee a in the of and to was nd mre ha ine ot eon he ta ro ua ine the ahe ot tr ans re ni eon wa to the ro ie and tho oe sen na re io th a ed he mt on ea re tho a mn ce ae ro sen the an mon io tn aed wre ore ts nee a in the of and to was nd mre ha ine ot eon he ta ro ua ine the ahe ot tr ans re ni eon wa to the ro ie and tho oe sen na re io th a ed he mt on ea re tho a mn ce ae ro sen the an mon io tn aed wre ore ts nee a in the of and to was nd mre ha ine ot eon he ta ro ua ine the ahe ot tr ans re ni eon wa to the ro ie and tho oe sen na re io th a ed he mt on ea re tho a mn ce ae ro sen the an mon io tn aed wre ore ts nee a in the of and to was nd mre ha ine ot eon he ta ro ua ine the ahe ot tr ans re ni eon wa to the ro ie and tho oe sen na re io th a ed he mt on ea re tho a mn ce ae ro sen the an mon io tn aed wre ore ts nee a in the of and to was nd mre ha ine ot eon he ta ro ua ine the ahe ot tr ans re ni eon wa to the ro ie and tho oe sen na re io th a ed he mt on ea re tho a mn ce ae ro sen the an mon io tn aed wre ore ts nee a in the of and to was nd mre ha ine ot eon he ta ro ua ine the ahe ot tr ans re ni eon wa to the ro ie and tho oe sen na re io th a ed he mt on ea re tho a mn ce ae ro sen the an mon io tn aed wre ore ts nee a in the of and to was nd mre ha ine ot eon he ta ro ua ine the ahe ot tr ans re ni eon wa to the ro ie and tho oe sen na re io th a ed he mt on ea re tho a mn ce ae ro sen the an mon io tn aed wre ore ts nee a in the of and to was nd mre ha ine ot eon he ta ro ua ine the ahe ot tr ans re ni eon wa to the ro ie and tho oe sen na re io th a ed he mt on ea re tho a mn ce ae ro sen the an mon io tn aed wre ore ts nee a in the of and to was nd mre ha ine ot eon he ta ro ua ine the ahe ot tr ans re ni eon wa to the ro ie and tho oe sen na re io th a ed he mt on ea re tho a mn ce ae ro sen the an mon io tn aed wre ore ts nee a in the of and to was nd mre ha ine ot eon he ta ro ua ine the ahe ot tr ans re ni eon wa to the ro ie and tho oe sen na re io th a ed he mt on ea re tho a mn ce ae ro sen the an mon io tn aed wre ore ts nee a in the of and to was nd mre ha ine ot eon he ta ro ua ine the ahe ot tr ans re ni eon wa to the ro ie and tho oe sen na re io th a ed he mt on ea re tho a mn ce ae ro sen the an mon io tn aed wre ore ts nee a in the of and to was nd mre ha ine ot eon he ta ro ua ine the ahe ot tr ans re ni eon wa to the ro ie and tho oe sen na re io th a ed he mt on ea re tho a mn ce ae ro sen the an mon io tn aed wre ore ts nee a in the of and to was nd mre ha ine ot eon he ta ro ua ine the ahe ot tr ans re ni eon wa to the ro ie and tho oe sen na re io th a ed he mt on ea re tho a mn ce ae ro sen the an mon io tn aed wre ore ts nee a in the of and to was nd mre ha ine ot eon he ta ro ua ine the ahe ot tr ans re ni eon wa to the ro ie and tho oe sen na re io th a ed he mt on ea re tho a mn ce ae ro sen the an mon io tn aed wre ore ts nee a in the of and to was nd mre ha ine ot eon he ta ro ua ine the ahe ot tr ans re ni eon wa to the ro ie and tho oe sen na re io th a ed he mt on ea re tho a mn ce ae ro sen the an mon io tn aed wre ore ts nee a in the of and to was nd mre ha ine ot eon he ta ro ua ine the ahe ot tr ans re ni eon wa to the ro ie and tho oe sen na re io th a ed he mt on ea re tho a mn ce ae ro sen the an mon io tn aed wre ore ts nee a in the of and to was nd mre ha ine ot eon he ta ro ua ine the ahe ot tr ans re ni eon wa to the ro ie and tho oe sen na re io th a ed he mt on ea re tho a mn ce ae ro sen the an mon io tn aed wre ore ts nee a in the of and to was nd mre ha ine ot eon he ta ro ua ine the ahe ot tr ans re ni eon wa to the ro ie and tho oe sen na re io th a ed he mt on ea re tho a mn ce ae ro sen the an mon io tn aed wre ore ts nee a in the of and to was nd mre ha ine ot eon he ta ro ua ine the ahe ot tr ans re ni eon wa to the ro ie and tho oe sen na re io th a ed he mt on ea re tho a mn ce ae ro sen the an mon io tn aed wre ore ts nee a in the of and to was nd mre ha ine ot eon he ta ro ua ine the ahe ot tr ans re ni eon wa to the ro ie and tho oe sen na re io th a ed he mt on ea re tho a mn ce ae ro sen the an mon io tn aed wre ore ts nee a in the of and to was nd mre ha ine ot eon he ta ro ua ine the ahe ot tr ans re ni eon wa to the ro ie and tho oe sen na re io th a ed he mt on ea re tho a mn ce ae ro sen the an mon io tn aed wre ore ts nee a in the of and to was nd mre ha ine ot eon he ta ro ua ine the ahe ot tr ans re ni eon wa to the ro ie and tho oe sen na re io th a ed he mt on ea re tho a mn ce ae ro sen the an mon io tn aed wre ore ts nee a in the of and to was nd mre ha ine ot eon he ta ro ua ine the ahe ot tr ans re ni eon wa to the ro ie and tho oe sen na re io th a ed he mt on ea re tho a mn ce ae ro sen the an mon io tn aed wre ore ts nee a in the of and to was nd mre ha ine ot eon he ta ro ua ine the ahe ot tr ans re ni eon wa to the ro ie and tho oe sen na re io th a ed he mt on ea re tho a mn ce ae ro sen the an mon io tn aed wre ore ts nee a in the of and to was nd mre ha ine ot eon he ta ro ua ine the ahe ot tr ans re ni eon wa to the ro ie and tho oe sen na re io th a ed he mt on ea re tho a mn ce ae ro sen the an mon io tn aed wre ore ts nee a in the of and to was nd mre ha ine ot eon he ta ro ua ine the ahe ot tr ans re ni eon wa to the ro ie and tho oe sen na re io th a ed he mt on ea re tho a mn ce ae ro sen the an mon io tn aed wre ore ts nee a in the of and to was nd mre ha ine ot eon he ta ro ua ine the ahe ot tr ans re ni eon wa to the ro ie and tho oe sen na re io th a ed he mt on ea re tho a mn ce ae ro sen the an mon io tn aed wre ore ts nee a in the of and to was nd mre ha ine ot eon he ta ro ua ine the ahe ot tr ans re ni eon wa to the ro ie and tho oe sen na re io th a ed he mt on ea re tho a mn ce ae ro sen the an mon io tn aed wre ore ts nee a in the of and to was nd mre ha ine ot eon he ta ro ua ine the ahe ot tr ans re ni eon wa to the ro ie and tho oe sen na re io th a ed he mt on ea re tho a mn ce ae ro sen the an mon io tn aed wre ore ts nee a in the of and to was nd mre ha ine ot eon he ta ro ua ine the ahe ot tr ans re ni eon wa to the ro ie and tho oe sen na re io th a ed he mt on ea re tho a mn ce ae ro sen the an mon io tn aed wre ore ts nee a in the of and to was nd mre ha ine ot eon he ta ro ua ine the ahe ot tr ans re ni eon wa to the ro ie and tho oe sen na re io th a ed he mt on ea re tho a mn ce ae ro sen the an mon io tn aed wre ore ts nee a in the of and to was nd mre ha ine ot eon he ta ro ua ine the ahe ot tr ans re ni eon wa to the ro ie and tho oe sen na re io th a ed he mt on ea re tho a mn ce ae ro sen the an mon io tn aed wre ore ts nee a in the of and to was nd mre ha ine ot eon he ta ro ua ine the ahe ot tr ans re ni eon wa to the ro ie and tho oe sen na re io th a ed he mt on ea re tho a mn ce ae ro sen the an mon io tn aed wre ore ts nee a in the of and to was nd mre ha ine ot eon he ta ro ua ine the ahe ot tr ans re ni eon wa to the ro ie and tho oe sen na re io th a ed he mt on ea re tho a mn ce ae ro sen the an mon io tn aed wre ore ts nee a in the of and to was nd mre ha ine ot eon he ta ro ua ine the ahe ot tr ans re ni eon wa to the ro ie and tho oe sen na re io th a ed he mt on ea re tho a mn ce ae ro sen the an mon io tn aed wre ore ts nee a in the of and to was nd mre ha ine ot eon he ta ro ua ine the ahe ot tr ans re ni eon wa to the ro ie and tho oe sen na re io th a ed he mt on ea re [523, 335, 619, 2341]
article-heading: COMMERCIAL. [541, 152, 600, 162]
article-heading: PERSONAL. [32, 129, 81, 139]
article-subheading: FOUNDERED IN DEEP WATER. [118, 68, 201, 75]
column-divider-rule [111, 142, 207, 143]
article-paragraph: William Jones, of Windsor, was sitting at the dinner table, when he suddenly became demented, and seized the carving knife. [420, 542, 516, 562]
article-subheading: SOME OF THE SAVED. [232, 303, 292, 311]
section-rule [655, 267, 693, 268]
column-divider-rule [420, 252, 516, 253]
newspaper-column [520, 22, 623, 2341]
article-paragraph: Wool.—The following are the prices realised for the fleece portion of the Pakeha clip. [523, 189, 619, 209]
article-subheading: A MYSTERIOUS DEATH. [641, 64, 706, 70]
article-subheading: THE WEALTH ON BOARD. [124, 278, 195, 286]
article-heading: THE SUB-ANTARCTIC. [629, 128, 718, 138]
article-paragraph: Before the Chief Justice, in the Supreme Court, John Lewis, for theft, was sentenced to twelve months' imprisonment and declared an habitual criminal. [626, 279, 721, 305]
article-paragraph: Mr. E. R. Waite, curator of the Christchurch Museum, has accepted Professor David's invitation to join the Aurora's sub-Antarctic oceanographic cruise, leaving Sydney on May 3. [626, 152, 721, 185]
article-section [317, 323, 413, 367]
article-subheading: DIAMONDS AND PEARLS. [124, 151, 195, 158]
section-rule [140, 38, 178, 39]
article-byline: By Cable—Press Association—Copyright. [320, 128, 410, 134]
body-copy-texture: tho a mn ce ae ro sen the an mon io tn aed wre ore ts nee a in the of and to was nd mre ha ine ot eon he ta ro ua ine the ahe ot tr ans re ni eon wa to the ro ie and tho oe sen na re io th a ed he mt on ea re tho a mn ce ae ro sen the an mon io tn aed wre ore ts nee a in the of and to was nd mre ha ine ot eon he ta ro ua ine the ahe ot tr ans re ni eon wa to the ro ie and tho oe sen na re io th a ed he mt on ea re tho a mn ce ae ro sen the an mon io tn aed wre ore ts nee a in the of and to was nd mre ha ine ot eon he ta ro ua ine the ahe ot tr ans re ni eon wa to the ro ie and tho oe sen na re io th a ed he mt on ea re tho a mn ce ae ro sen the an mon io tn aed wre ore ts nee a in the of and to was nd mre ha ine ot eon he ta ro ua ine the ahe ot tr ans re ni eon wa to the ro ie and tho oe sen na re io th a ed he mt on ea re tho a mn ce ae ro sen the an mon io tn aed wre ore ts nee a in the of and to was nd mre ha ine ot eon he ta ro ua ine the ahe ot tr ans re ni eon wa to the ro ie and tho oe sen na re io th a ed he mt on ea re tho a mn ce ae ro sen the an mon io tn aed wre ore ts nee a in the of and to was nd mre ha ine ot eon he ta ro ua ine the ahe ot tr ans re ni eon wa to the ro ie and tho oe sen na re io th a ed he mt on ea re tho a mn ce ae ro sen the an mon io tn aed wre ore ts nee a in the of and to was nd mre ha ine ot eon he ta ro ua ine the ahe ot tr ans re ni eon wa to the ro ie and tho oe sen na re io th a ed he mt on ea re tho a mn ce ae ro sen the an mon io tn aed wre ore ts nee a in the of and to was nd mre ha ine ot eon he ta ro ua ine the ahe ot tr ans re ni eon wa to the ro ie and tho oe sen na re io th a ed he mt on ea re tho a mn ce ae ro sen the an mon io tn aed wre ore ts nee a in the of and to was nd mre ha ine ot eon he ta ro ua ine the ahe ot tr ans re ni eon wa to the ro ie and tho oe sen na re io th a ed he mt on ea re tho a mn ce ae ro sen the an mon io tn aed wre ore ts nee a in the of and to was nd mre ha ine ot eon he ta ro ua ine the ahe ot tr ans re ni eon wa to the ro ie and tho oe sen na re io th a ed he mt on ea re tho a mn ce ae ro sen the an mon io tn aed wre ore ts nee a in the of and to was nd mre ha ine ot eon he ta ro ua ine the ahe ot tr ans re ni eon wa to the ro ie and tho oe sen na re io th a ed he mt on ea re tho a mn ce ae ro sen the an mon io tn aed wre ore ts nee a in the of and to was nd mre ha ine ot eon he ta ro ua ine the ahe ot tr ans re ni eon wa to the ro ie and tho oe sen na re io th a ed he mt on ea re tho a mn ce ae ro sen the an mon io tn aed wre ore ts nee a in the of and to was nd mre ha ine ot eon he ta ro ua ine the ahe ot tr ans re ni eon wa to the ro ie and tho oe sen na re io th a ed he mt on ea re tho a mn ce ae ro sen the an mon io tn aed wre ore ts nee a in the of and to was nd mre ha ine ot eon he ta ro ua ine the ahe ot tr ans re ni eon wa to the ro ie and tho oe sen na re io th a ed he mt on ea re tho a mn ce ae ro sen the an mon io tn aed wre ore ts nee a in the of and to was nd mre ha ine ot eon he ta ro ua ine the ahe ot tr ans re ni eon wa to the ro ie and tho oe sen na re io th a ed he mt on ea re tho a mn ce ae ro sen the an mon io tn aed wre ore ts nee a in the of and to was nd mre ha ine ot eon he ta ro ua ine the ahe ot tr ans re ni eon wa to the ro ie and tho oe sen na re io th a ed he mt on ea re tho a mn ce ae ro sen the an mon io tn aed wre ore ts nee a in the of and to was nd mre ha ine ot eon he ta ro ua ine the ahe ot tr ans re ni eon wa to the ro ie and tho oe sen na re io th a ed he mt on ea re tho a mn ce ae ro sen the an mon io tn aed wre ore ts nee a in the of and to was nd mre ha ine ot eon he ta ro ua ine the ahe ot tr ans re ni eon wa to the ro ie and tho oe sen na re io th a ed he mt on ea re tho a mn ce ae ro sen the an mon io tn aed wre ore ts nee a in the of and to was nd mre ha ine ot eon he ta ro ua ine the ahe ot tr ans re ni eon wa to the ro ie and tho oe sen na re io th a ed he mt on ea re tho a mn ce ae ro sen the an mon io tn aed wre ore ts nee a in the of and to was nd mre ha ine ot eon he ta ro ua ine the ahe ot tr ans re ni eon wa to the ro ie and tho oe sen na re io th a ed he mt on ea re tho a mn ce ae ro sen the an mon io tn aed wre ore ts nee a in the of and to was nd mre ha ine ot eon he ta ro ua ine the ahe ot tr ans re ni eon wa to the ro ie and tho oe sen na re io th a ed he mt on ea re tho a mn ce ae ro sen the an mon io tn aed wre ore ts nee a in the of and to was nd mre ha ine ot eon he ta ro ua ine the ahe ot tr ans re ni eon wa to the ro ie and tho oe sen na re io th a ed he mt on ea re tho a mn ce ae ro sen the an mon io tn aed wre ore ts nee a in the of and to was nd mre ha ine ot eon he ta ro ua ine the ahe ot tr ans re ni eon wa to the ro ie and tho oe sen na re io th a ed he mt on ea re tho a mn ce ae ro sen the an mon io tn aed wre ore ts nee a in the of and to was nd mre ha ine ot eon he ta ro ua ine the ahe ot tr ans re ni eon wa to the ro ie and tho oe sen na re io th a ed he mt on ea re tho a mn ce ae ro sen the an mon io tn aed wre ore ts nee a in the of and to was nd mre ha ine ot eon he ta ro ua ine the ahe ot tr ans re ni eon wa to the ro ie and tho oe sen na re io th a ed he mt on ea re tho a mn ce ae ro sen the an mon io tn aed wre ore ts nee a in the of and to was nd mre ha ine ot eon he ta ro ua ine the ahe ot tr ans re ni eon wa to the ro ie and tho oe sen na re io th a ed he mt on ea re tho a mn ce ae ro sen the an mon io tn aed wre ore ts nee a in the of and to was nd mre ha ine ot eon he ta ro ua ine the ahe ot tr ans re ni eon wa to the ro ie and tho oe sen na re io th a ed he mt on ea re tho a mn ce ae ro sen the an mon io tn aed wre ore ts nee a in the of and to was nd mre ha ine ot eon he ta ro ua ine the ahe ot tr ans re ni eon wa to the ro ie and tho oe sen na re io th a ed he mt on ea re tho a mn ce ae ro sen the an mon io tn aed wre ore ts nee a in the of and to was nd mre ha ine ot eon he ta ro ua ine the ahe ot tr ans re ni eon wa to the ro ie and tho oe sen na re io th a ed he mt on ea re tho a mn ce ae ro sen the an mon io tn aed wre ore ts nee a in the of and to was nd mre ha ine ot eon he ta ro ua ine the ahe ot tr ans re ni eon wa to the ro ie and tho oe sen na re io th a ed he mt on ea re tho a mn ce ae ro sen the an mon io tn aed wre ore ts nee a in the of and to was nd mre ha ine ot eon he ta ro ua ine the ahe ot tr ans re ni eon wa to the ro ie and tho oe sen na re io th a ed he mt on ea re tho a mn ce ae ro sen the an mon io tn aed wre ore ts nee a in the of and to was nd mre ha ine ot eon he ta ro ua ine the ahe ot tr ans re ni eon wa to the ro ie and tho oe sen na re io th a ed he mt on ea re tho a mn ce ae ro sen the an mon io tn aed wre ore ts nee a in the of and to was nd mre ha ine ot eon he ta ro ua ine the ahe ot tr ans re ni eon wa to the ro ie and tho oe sen na re io th a ed he mt on ea re tho a mn ce ae ro sen the an mon io tn aed wre ore ts nee a in the of and to was nd mre ha ine ot eon he ta ro ua ine the ahe ot tr ans re ni eon wa to the ro ie and tho oe sen na re io th a ed he mt on ea re tho a mn ce ae ro sen the an mon io tn aed wre ore ts nee a in the of and to was nd mre ha ine ot eon he ta ro ua ine the ahe ot tr ans re ni eon wa to the ro ie and tho oe sen na re io th a ed he mt on ea re tho a mn ce ae ro sen the an mon io tn aed wre ore ts nee a in the of and to was nd mre ha ine ot eon he ta ro ua ine the ahe ot tr ans re ni eon wa to the ro ie and tho oe sen na re io th a ed he mt on ea re tho a mn ce ae ro sen the an mon io tn aed wre ore ts nee a in the of and to was nd mre ha ine ot eon he ta ro ua ine the ahe ot tr ans re ni eon wa to the ro ie and tho oe sen na re io th a ed he mt on ea re tho a mn ce ae ro sen the an mon io tn aed wre ore ts nee a in the of and to was nd mre ha ine ot eon he ta ro ua ine the ahe ot tr ans re ni eon wa to the ro ie and tho oe sen na re io th a ed he mt on ea re tho a mn ce ae ro sen the an mon io tn aed wre ore ts nee a in the of and to was nd mre ha ine ot eon he ta ro ua ine the ahe ot tr ans re ni eon wa to the ro ie and tho oe sen na re io th a ed he mt on ea re tho a mn ce ae ro sen the an mon io tn aed wre ore ts nee a in the of and to was nd mre ha ine ot eon he ta ro ua ine the ahe ot tr ans re ni eon wa to the ro ie and tho oe sen na re io th a ed he mt on ea re tho a mn ce ae ro sen the an mon io tn aed wre ore ts nee a in the of and to was nd mre ha ine ot eon he ta ro ua ine the ahe ot tr ans re ni eon wa to the ro ie and tho oe sen na re io th a ed he mt on ea re tho a mn ce ae ro sen the an mon io tn aed wre ore ts nee a in the of and to was nd mre ha ine ot eon he ta ro ua ine the ahe ot tr ans re ni eon wa to the ro ie and tho oe sen na re io th a ed he mt on ea re tho a mn ce ae ro sen the an mon io tn aed wre ore ts nee a in the of and to was nd mre ha ine ot eon he ta ro ua ine the ahe ot tr ans re ni eon wa to the ro ie and tho oe sen na re io th a ed he mt on ea re tho a mn ce ae ro sen the an mon io tn aed wre ore ts nee a in the of and to was nd mre ha ine ot eon he ta ro ua ine the ahe ot tr ans re ni eon wa to the ro ie and tho oe sen na re io th a ed he mt on ea re tho a mn ce ae ro sen the an mon io tn aed wre ore ts nee a in the of and to was nd mre ha ine ot eon he ta ro ua ine the ahe ot tr ans re ni eon wa to the ro ie and tho oe sen na re io th a ed he mt on ea re tho a mn ce ae ro sen the an mon io tn aed wre ore ts nee a in the of and to was nd mre ha ine ot eon he ta ro ua ine the ahe ot tr ans re ni eon wa to the ro ie and tho oe sen na re io th a ed he mt on ea re tho a mn ce ae ro sen the an mon io tn aed wre ore ts nee a in the of and to was nd mre ha ine ot eon he ta ro ua ine the ahe ot tr ans re ni eon wa to the ro ie and tho oe sen na re io th a ed he mt on ea re tho a mn ce ae ro sen the an mon io tn aed wre ore ts nee a in the of and to was nd mre ha ine ot eon he ta ro ua ine the ahe ot tr ans re ni eon wa to the ro ie and tho oe sen na re io th a ed he mt on ea re tho a mn ce ae ro sen the an mon io tn aed wre ore ts nee a in the of and to was nd mre ha ine ot eon he ta ro ua ine the ahe ot tr ans re ni eon wa to the ro ie and tho oe sen na re io th a ed he mt on ea re tho a mn ce ae ro sen the an mon io tn aed wre ore ts nee a in the of and to was nd mre ha ine ot eon he ta ro ua ine the ahe ot tr ans re ni eon wa to the ro ie and tho oe sen na re io th a ed he mt on ea re tho a mn ce ae ro sen the an mon io tn aed wre ore ts nee a in the of and to was nd mre ha ine ot eon he ta ro ua ine the ahe ot tr ans re ni eon wa to the ro ie and tho oe sen na re io th a ed he mt on ea re tho a mn ce ae ro sen the an mon io tn aed wre ore ts nee a in the of and to was nd mre ha ine ot eon he ta ro ua ine the ahe ot tr ans re ni eon wa to the ro ie and tho oe sen na re io th a ed he mt on ea re tho a mn ce ae ro sen the an mon io tn aed wre ore ts nee a in the of and to was nd mre ha ine ot eon he ta ro ua ine the ahe ot tr ans re ni eon wa to the ro ie and tho oe sen na re io th a ed he mt on ea re tho a mn ce ae ro sen the an mon io tn aed wre ore ts nee a in the of and to was nd mre ha ine ot eon he ta ro ua ine the ahe ot tr ans re ni eon wa to the ro ie and tho oe sen na re io th a ed he mt on ea re tho a mn ce ae ro sen the an mon io tn aed wre ore ts nee a in the of and to was nd mre ha ine ot eon he ta ro ua ine the ahe ot tr ans re ni eon wa to the ro ie and tho oe sen na re io th a ed he mt on ea re tho a mn ce ae ro sen the an mon io tn aed wre ore ts nee a in the of and to was nd mre ha ine ot eon he ta ro ua ine the ahe ot tr ans re ni eon wa to the ro ie and tho oe sen na re io th a ed he mt on ea re tho a mn ce ae ro sen the an mon io tn aed wre ore ts nee a in the of and to was nd mre ha ine ot eon he ta ro ua ine the ahe ot tr ans re ni eon wa to the ro ie and tho oe sen na re io th a ed he mt on ea re tho a mn ce ae ro sen the an mon io tn aed wre ore ts nee a in the of and to was nd mre ha ine ot eon he ta ro ua ine the ahe ot tr ans re ni eon wa to the ro ie and tho oe sen na re io th a ed he mt on ea re tho a mn ce ae ro sen the an mon io tn aed wre ore ts nee a in the of and to was nd mre ha ine ot eon he ta ro ua ine the ahe ot tr ans re ni eon wa to the ro ie and tho oe sen na re io th a ed he mt on ea re tho a mn ce ae ro sen the an mon io tn aed wre ore ts nee a in the of and to was nd mre ha ine ot eon he ta ro ua ine the ahe ot tr ans re ni eon wa to the ro ie and tho oe sen na re io th a ed he mt on ea re [317, 436, 413, 2442]
article-subheading: IRISH CHURCH PROTEST. [330, 54, 400, 61]
column-divider-rule [523, 331, 619, 332]
section-rule [449, 50, 487, 51]
article-subheading: PITEOUS SCENES. [134, 373, 184, 381]
column-divider-rule [9, 209, 104, 210]
section-rule [243, 273, 281, 274]
article-heading: For Children's Hacking Cough at night, Woods' Great Peppermint Cure, 1/6, 2/6. [627, 360, 720, 398]
article-subheading: INCREASED EXPENDITURE. [429, 397, 507, 404]
article-section [420, 322, 516, 373]
article-section [420, 140, 516, 190]
article-heading: AERIAL NAVIGATION [323, 323, 407, 333]
article-heading: DEMENTIA. [445, 499, 491, 508]
article-heading: SOUTH AFRICA. [436, 440, 500, 449]
column-divider-rule [626, 310, 721, 311]
article-heading: THE IRISH QUESTION. [320, 26, 410, 35]
article-subheading: RESTLESSNESS OF NEW ZEALANDERS. [434, 514, 501, 528]
article-subheading: ALWAYS ON THE MOVE. [434, 534, 501, 541]
article-subheading: THE GOVERNOR'S CONDOLENCES. [237, 316, 288, 330]
article-section [317, 257, 413, 314]
article-subheading: DISTRACTED RELATIVES. [123, 387, 195, 394]
article-subheading: NEW PLYMOUTH NOMINATIONS. [525, 264, 617, 271]
article-heading: QUEENSLAND POLITICS. [336, 375, 394, 394]
article-subheading: PERISHING FROM EXPOSURE. [118, 465, 201, 472]
section-rule [140, 275, 178, 276]
article-subheading: THE SCENE IN NEW YORK. [122, 177, 197, 184]
article-subheading: FOR COURAGE. [652, 219, 695, 226]
article-section [420, 499, 516, 563]
article-subheading: ALL HOPE ABANDONED. [125, 42, 193, 48]
article-heading: WAR IN TRIPOLI. [332, 257, 398, 267]
article-section [214, 214, 310, 373]
article-paragraph: The Stratford County Council considered some matters. At yesterday's meeting six members were taking at once, one was signing cheques. [9, 94, 104, 121]
article-section [9, 301, 104, 310]
article-subheading: THE CHANNEL FLIGHT. [332, 339, 398, 346]
article-paragraph: Piteous scenes are being witnessed at the offices of the White Star Company in Cockspur street. [111, 473, 207, 493]
article-subheading: RELIEF FUNDS OPENED. [228, 169, 296, 176]
article-subheading: BIOLOGICAL RESEARCH. [638, 144, 709, 151]
newspaper-column [417, 22, 520, 2576]
article-paragraph: Wheat.—New Australian cargoes sold at 37s 10d and 39s 11½d respectively. [523, 226, 619, 239]
article-paragraph: The Union Assembly adopted a clause in the Settlement Bill empowering the Government to make allotments of Crown lands to overseas applicants. [420, 463, 516, 490]
article-subheading: SEARCHING THE ICE FIELD. [223, 290, 301, 297]
body-copy-texture: tho a mn ce ae ro sen the an mon io tn aed wre ore ts nee a in the of and to was nd mre ha ine ot eon he ta ro ua ine the ahe ot tr ans re ni eon wa to the ro ie and tho oe sen na re io th a ed he mt on ea re tho a mn ce ae ro sen the an mon io tn aed wre ore ts nee a in the of and to was nd mre ha ine ot eon he ta ro ua ine the ahe ot tr ans re ni eon wa to the ro ie and tho oe sen na re io th a ed he mt on ea re tho a mn ce ae ro sen the an mon io tn aed wre ore ts nee a in the of and to was nd mre ha ine ot eon he ta ro ua ine the ahe ot tr ans re ni eon wa to the ro ie and tho oe sen na re io th a ed he mt on ea re tho a mn ce ae ro sen the an mon io tn aed wre ore ts nee a in the of and to was nd mre ha ine ot eon he ta ro ua ine the ahe ot tr ans re ni eon wa to the ro ie and tho oe sen na re io th a ed he mt on ea re tho a mn ce ae ro sen the an mon io tn aed wre ore ts nee a in the of and to was nd mre ha ine ot eon he ta ro ua ine the ahe ot tr ans re ni eon wa to the ro ie and tho oe sen na re io th a ed he mt on ea re tho a mn ce ae ro sen the an mon io tn aed wre ore ts nee a in the of and to was nd mre ha ine ot eon he ta ro ua ine the ahe ot tr ans re ni eon wa to the ro ie and tho oe sen na re io th a ed he mt on ea re tho a mn ce ae ro sen the an mon io tn aed wre ore ts nee a in the of and to was nd mre ha ine ot eon he ta ro ua ine the ahe ot tr ans re ni eon wa to the ro ie and tho oe sen na re io th a ed he mt on ea re tho a mn ce ae ro sen the an mon io tn aed wre ore ts nee a in the of and to was nd mre ha ine ot eon he ta ro ua ine the ahe ot tr ans re ni eon wa to the ro ie and tho oe sen na re io th a ed he mt on ea re tho a mn ce ae ro sen the an mon io tn aed wre ore ts nee a in the of and to was nd mre ha ine ot eon he ta ro ua ine the ahe ot tr ans re ni eon wa to the ro ie and tho oe sen na re io th a ed he mt on ea re tho a mn ce ae ro sen the an mon io tn aed wre ore ts nee a in the of and to was nd mre ha ine ot eon he ta ro ua ine the ahe ot tr ans re ni eon wa to the ro ie and tho oe sen na re io th a ed he mt on ea re tho a mn ce ae ro sen the an mon io tn aed wre ore ts nee a in the of and to was nd mre ha ine ot eon he ta ro ua ine the ahe ot tr ans re ni eon wa to the ro ie and tho oe sen na re io th a ed he mt on ea re tho a mn ce ae ro sen the an mon io tn aed wre ore ts nee a in the of and to was nd mre ha ine ot eon he ta ro ua ine the ahe ot tr ans re ni eon wa to the ro ie and tho oe sen na re io th a ed he mt on ea re tho a mn ce ae ro sen the an mon io tn aed wre ore ts nee a in the of and to was nd mre ha ine ot eon he ta ro ua ine the ahe ot tr ans re ni eon wa to the ro ie and tho oe sen na re io th a ed he mt on ea re tho a mn ce ae ro sen the an mon io tn aed wre ore ts nee a in the of and to was nd mre ha ine ot eon he ta ro ua ine the ahe ot tr ans re ni eon wa to the ro ie and tho oe sen na re io th a ed he mt on ea re tho a mn ce ae ro sen the an mon io tn aed wre ore ts nee a in the of and to was nd mre ha ine ot eon he ta ro ua ine the ahe ot tr ans re ni eon wa to the ro ie and tho oe sen na re io th a ed he mt on ea re tho a mn ce ae ro sen the an mon io tn aed wre ore ts nee a in the of and to was nd mre ha ine ot eon he ta ro ua ine the ahe ot tr ans re ni eon wa to the ro ie and tho oe sen na re io th a ed he mt on ea re tho a mn ce ae ro sen the an mon io tn aed wre ore ts nee a in the of and to was nd mre ha ine ot eon he ta ro ua ine the ahe ot tr ans re ni eon wa to the ro ie and tho oe sen na re io th a ed he mt on ea re tho a mn ce ae ro sen the an mon io tn aed wre ore ts nee a in the of and to was nd mre ha ine ot eon he ta ro ua ine the ahe ot tr ans re ni eon wa to the ro ie and tho oe sen na re io th a ed he mt on ea re tho a mn ce ae ro sen the an mon io tn aed wre ore ts nee a in the of and to was nd mre ha ine ot eon he ta ro ua ine the ahe ot tr ans re ni eon wa to the ro ie and tho oe sen na re io th a ed he mt on ea re tho a mn ce ae ro sen the an mon io tn aed wre ore ts nee a in the of and to was nd mre ha ine ot eon he ta ro ua ine the ahe ot tr ans re ni eon wa to the ro ie and tho oe sen na re io th a ed he mt on ea re tho a mn ce ae ro sen the an mon io tn aed wre ore ts nee a in the of and to was nd mre ha ine ot eon he ta ro ua ine the ahe ot tr ans re ni eon wa to the ro ie and tho oe sen na re io th a ed he mt on ea re tho a mn ce ae ro sen the an mon io tn aed wre ore ts nee a in the of and to was nd mre ha ine ot eon he ta ro ua ine the ahe ot tr ans re ni eon wa to the ro ie and tho oe sen na re io th a ed he mt on ea re tho a mn ce ae ro sen the an mon io tn aed wre ore ts nee a in the of and to was nd mre ha ine ot eon he ta ro ua ine the ahe ot tr ans re ni eon wa to the ro ie and tho oe sen na re io th a ed he mt on ea re tho a mn ce ae ro sen the an mon io tn aed wre ore ts nee a in the of and to was nd mre ha ine ot eon he ta ro ua ine the ahe ot tr ans re ni eon wa to the ro ie and tho oe sen na re io th a ed he mt on ea re tho a mn ce ae ro sen the an mon io tn aed wre ore ts nee a in the of and to was nd mre ha ine ot eon he ta ro ua ine the ahe ot tr ans re ni eon wa to the ro ie and tho oe sen na re io th a ed he mt on ea re tho a mn ce ae ro sen the an mon io tn aed wre ore ts nee a in the of and to was nd mre ha ine ot eon he ta ro ua ine the ahe ot tr ans re ni eon wa to the ro ie and tho oe sen na re io th a ed he mt on ea re tho a mn ce ae ro sen the an mon io tn aed wre ore ts nee a in the of and to was nd mre ha ine ot eon he ta ro ua ine the ahe ot tr ans re ni eon wa to the ro ie and tho oe sen na re io th a ed he mt on ea re tho a mn ce ae ro sen the an mon io tn aed wre ore ts nee a in the of and to was nd mre ha ine ot eon he ta ro ua ine the ahe ot tr ans re ni eon wa to the ro ie and tho oe sen na re io th a ed he mt on ea re tho a mn ce ae ro sen the an mon io tn aed wre ore ts nee a in the of and to was nd mre ha ine ot eon he ta ro ua ine the ahe ot tr ans re ni eon wa to the ro ie and tho oe sen na re io th a ed he mt on ea re tho a mn ce ae ro sen the an mon io tn aed wre ore ts nee a in the of and to was nd mre ha ine ot eon he ta ro ua ine the ahe ot tr ans re ni eon wa to the ro ie and tho oe sen na re io th a ed he mt on ea re tho a mn ce ae ro sen the an mon io tn aed wre ore ts nee a in the of and to was nd mre ha ine ot eon he ta ro ua ine the ahe ot tr ans re ni eon wa to the ro ie and tho oe sen na re io th a ed he mt on ea re tho a mn ce ae ro sen the an mon io tn aed wre ore ts nee a in the of and to was nd mre ha ine ot eon he ta ro ua ine the ahe ot tr ans re ni eon wa to the ro ie and tho oe sen na re io th a ed he mt on ea re tho a mn ce ae ro sen the an mon io tn aed wre ore ts nee a in the of and to was nd mre ha ine ot eon he ta ro ua ine the ahe ot tr ans re ni eon wa to the ro ie and tho oe sen na re io th a ed he mt on ea re tho a mn ce ae ro sen the an mon io tn aed wre ore ts nee a in the of and to was nd mre ha ine ot eon he ta ro ua ine the ahe ot tr ans re ni eon wa to the ro ie and tho oe sen na re io th a ed he mt on ea re tho a mn ce ae ro sen the an mon io tn aed wre ore ts nee a in the of and to was nd mre ha ine ot eon he ta ro ua ine the ahe ot tr ans re ni eon wa to the ro ie and tho oe sen na re io th a ed he mt on ea re tho a mn ce ae ro sen the an mon io tn aed wre ore ts nee a in the of and to was nd mre ha ine ot eon he ta ro ua ine the ahe ot tr ans re ni eon wa to the ro ie and tho oe sen na re io th a ed he mt on ea re tho a mn ce ae ro sen the an mon io tn aed wre ore ts nee a in the of and to was nd mre ha ine ot eon he ta ro ua ine the ahe ot tr ans re ni eon wa to the ro ie and tho oe sen na re io th a ed he mt on ea re tho a mn ce ae ro sen the an mon io tn aed wre ore ts nee a in the of and to was nd mre ha ine ot eon he ta ro ua ine the ahe ot tr ans re ni eon wa to the ro ie and tho oe sen na re io th a ed he mt on ea re tho a mn ce ae ro sen the an mon io tn aed wre ore ts nee a in the of and to was nd mre ha ine ot eon he ta ro ua ine the ahe ot tr ans re ni eon wa to the ro ie and tho oe sen na re io th a ed he mt on ea re tho a mn ce ae ro sen the an mon io tn aed wre ore ts nee a in the of and to was nd mre ha ine ot eon he ta ro ua ine the ahe ot tr ans re ni eon wa to the ro ie and tho oe sen na re io th a ed he mt on ea re tho a mn ce ae ro sen the an mon io tn aed wre ore ts nee a in the of and to was nd mre ha ine ot eon he ta ro ua ine the ahe ot tr ans re ni eon wa to the ro ie and tho oe sen na re io th a ed he mt on ea re tho a mn ce ae ro sen the an mon io tn aed wre ore ts nee a in the of and to was nd mre ha ine ot eon he ta ro ua ine the ahe ot tr ans re ni eon wa to the ro ie and tho oe sen na re io th a ed he mt on ea re tho a mn ce ae ro sen the an mon io tn aed wre ore ts nee a in the of and to was nd mre ha ine ot eon he ta ro ua ine the ahe ot tr ans re ni eon wa to the ro ie and tho oe sen na re io th a ed he mt on ea re tho a mn ce ae ro sen the an mon io tn aed wre ore ts nee a in the of and to was nd mre ha ine ot eon he ta ro ua ine the ahe ot tr ans re ni eon wa to the ro ie and tho oe sen na re io th a ed he mt on ea re tho a mn ce ae ro sen the an mon io tn aed wre ore ts nee a in the of and to was nd mre ha ine ot eon he ta ro ua ine the ahe ot tr ans re ni eon wa to the ro ie and tho oe sen na re io th a ed he mt on ea re tho a mn ce ae ro sen the an mon io tn aed wre ore ts nee a in the of and to was nd mre ha ine ot eon he ta ro ua ine the ahe ot tr ans re ni eon wa to the ro ie and tho oe sen na re io th a ed he mt on ea re tho a mn ce ae ro sen the an mon io tn aed wre ore ts nee a in the of and to was nd mre ha ine ot eon he ta ro ua ine the ahe ot tr ans re ni eon wa to the ro ie and tho oe sen na re io th a ed he mt on ea re tho a mn ce ae ro sen the an mon io tn aed wre ore ts nee a in the of and to was nd mre ha ine ot eon he ta ro ua ine the ahe ot tr ans re ni eon wa to the ro ie and tho oe sen na re io th a ed he mt on ea re tho a mn ce ae ro sen the an mon io tn aed wre ore ts nee a in the of and to was nd mre ha ine ot eon he ta ro ua ine the ahe ot tr ans re ni eon wa to the ro ie and tho oe sen na re io th a ed he mt on ea re tho a mn ce ae ro sen the an mon io tn aed wre ore ts nee a in the of and to was nd mre ha ine ot eon he ta ro ua ine the ahe ot tr ans re ni eon wa to the ro ie and tho oe sen na re io th a ed he mt on ea re tho a mn ce ae ro sen the an mon io tn aed wre ore ts nee a in the of and to was nd mre ha ine ot eon he ta ro ua ine the ahe ot tr ans re ni eon wa to the ro ie and tho oe sen na re io th a ed he mt on ea re tho a mn ce ae ro sen the an mon io tn aed wre ore ts nee a in the of and to was nd mre ha ine ot eon he ta ro ua ine the ahe ot tr ans re ni eon wa to the ro ie and tho oe sen na re io th a ed he mt on ea re tho a mn ce ae ro sen the an mon io tn aed wre ore ts nee a in the of and to was nd mre ha ine ot eon he ta ro ua ine the ahe ot tr ans re ni eon wa to the ro ie and tho oe sen na re io th a ed he mt on ea re tho a mn ce ae ro sen the an mon io tn aed wre ore ts nee a in the of and to was nd mre ha ine ot eon he ta ro ua ine the ahe ot tr ans re ni eon wa to the ro ie and tho oe sen na re io th a ed he mt on ea re tho a mn ce ae ro sen the an mon io tn aed wre ore ts nee a in the of and to was nd mre ha ine ot eon he ta ro ua ine the ahe ot tr ans re ni eon wa to the ro ie and tho oe sen na re io th a ed he mt on ea re tho a mn ce ae ro sen the an mon io tn aed wre ore ts nee a in the of and to was nd mre ha ine ot eon he ta ro ua ine the ahe ot tr ans re ni eon wa to the ro ie and tho oe sen na re io th a ed he mt on ea re tho a mn ce ae ro sen the an mon io tn aed wre ore ts nee a in the of and to was nd mre ha ine ot eon he ta ro ua ine the ahe ot tr ans re ni eon wa to the ro ie and tho oe sen na re io th a ed he mt on ea re tho a mn ce ae ro sen the an mon io tn aed wre ore ts nee a in the of and to was nd mre ha ine ot eon he ta ro ua ine the ahe ot tr ans re ni eon wa to the ro ie and tho oe sen na re io th a ed he mt on ea re tho a mn ce ae ro sen the an mon io tn aed wre ore ts nee a in the of and to was nd mre ha ine ot eon he ta ro ua ine the ahe ot tr ans re ni eon wa to the ro ie and tho oe sen na re io th a ed he mt on ea re tho a mn ce ae ro sen the an mon io tn aed wre ore ts nee a in the of and to was nd mre ha ine ot eon he ta ro ua ine the ahe ot tr ans re ni eon wa to the ro ie and tho oe sen na re io th a ed he mt on ea re [626, 406, 721, 2411]
article-subheading: ONLY SEVENTY-NINE MEN SAVED. [225, 231, 299, 245]
article-subheading: A LOSS OF FIVE MILLIONS. [224, 277, 300, 284]
article-byline: By Cable—Press Association—Copyright. [115, 76, 204, 82]
article-section [626, 194, 721, 247]
article-subheading: PUBLIC ANXIETY. [134, 413, 184, 420]
article-paragraph: Turkey has been presented with a communication with reference to mediation with regard to Tripoli, but it seems practically certain that her reply will be in the negative. [317, 281, 413, 314]
section-rule [140, 396, 178, 397]
article-section [214, 50, 310, 131]
column-divider-rule [9, 296, 104, 297]
section-rule [346, 210, 384, 211]
article-subheading: DIED IN HOSPITAL. [647, 50, 701, 57]
column-divider-rule [214, 134, 310, 135]
article-paragraph: The Defence Bill has been published. It is proposed permanently to commission three battleships, three large and three small cruisers beyond the existing arrangements. [420, 405, 516, 431]
article-section [626, 256, 721, 306]
article-subheading: NO FURTHER HOPE. [132, 265, 187, 273]
article-section [420, 198, 516, 248]
article-heading: TURKISH POLITICS. [428, 198, 508, 208]
article-section [9, 22, 104, 121]
article-paragraph: Visitors to the wells this morning report an extremely satisfactory state of affairs. Nos. 2, 3, and 5 wells are flowing better than ever, and the pressure of gas is very great. [9, 250, 104, 276]
newspaper-column [314, 22, 417, 2442]
article-section [420, 257, 516, 314]
article-paragraph: The Presbyterian Synod of the New Hebrides forwarded to the General Synod a series of resolutions declaring that the flogging of natives was not decreasing. [420, 162, 516, 189]
section-rule [243, 247, 281, 248]
section-rule [449, 151, 487, 152]
article-columns [5, 22, 725, 2576]
article-section [111, 262, 207, 362]
section-rule [243, 152, 281, 153]
article-subheading: THE IMMIGRATION QUESTION. [425, 455, 511, 463]
newspaper-column [623, 22, 725, 2411]
article-paragraph: Many entertainments in Southampton have been abandoned. [214, 192, 310, 205]
section-rule [449, 511, 487, 512]
article-subheading: TURKEY REFUSES MEDIATION. [322, 273, 408, 280]
section-rule [140, 314, 178, 315]
section-rule [140, 64, 178, 65]
section-rule [449, 452, 487, 453]
article-subheading: LONDON MARKETS. [543, 168, 599, 175]
section-rule [243, 286, 281, 287]
column-divider-rule [9, 125, 104, 126]
section-rule [243, 299, 281, 300]
newspaper-column [211, 22, 314, 2386]
article-subheading: GRAVE PERIL. [448, 214, 488, 221]
body-copy-texture: tho a mn ce ae ro sen the an mon io tn aed wre ore ts nee a in the of and to was nd mre ha ine ot eon he ta ro ua ine the ahe ot tr ans re ni eon wa to the ro ie and tho oe sen na re io th a ed he mt on ea re tho a mn ce ae ro sen the an mon io tn aed wre ore ts nee a in the of and to was nd mre ha ine ot eon he ta ro ua ine the ahe ot tr ans re ni eon wa to the ro ie and tho oe sen na re io th a ed he mt on ea re tho a mn ce ae ro sen the an mon io tn aed wre ore ts nee a in the of and to was nd mre ha ine ot eon he ta ro ua ine the ahe ot tr ans re ni eon wa to the ro ie and tho oe sen na re io th a ed he mt on ea re tho a mn ce ae ro sen the an mon io tn aed wre ore ts nee a in the of and to was nd mre ha ine ot eon he ta ro ua ine the ahe ot tr ans re ni eon wa to the ro ie and tho oe sen na re io th a ed he mt on ea re tho a mn ce ae ro sen the an mon io tn aed wre ore ts nee a in the of and to was nd mre ha ine ot eon he ta ro ua ine the ahe ot tr ans re ni eon wa to the ro ie and tho oe sen na re io th a ed he mt on ea re tho a mn ce ae ro sen the an mon io tn aed wre ore ts nee a in the of and to was nd mre ha ine ot eon he ta ro ua ine the ahe ot tr ans re ni eon wa to the ro ie and tho oe sen na re io th a ed he mt on ea re tho a mn ce ae ro sen the an mon io tn aed wre ore ts nee a in the of and to was nd mre ha ine ot eon he ta ro ua ine the ahe ot tr ans re ni eon wa to the ro ie and tho oe sen na re io th a ed he mt on ea re tho a mn ce ae ro sen the an mon io tn aed wre ore ts nee a in the of and to was nd mre ha ine ot eon he ta ro ua ine the ahe ot tr ans re ni eon wa to the ro ie and tho oe sen na re io th a ed he mt on ea re tho a mn ce ae ro sen the an mon io tn aed wre ore ts nee a in the of and to was nd mre ha ine ot eon he ta ro ua ine the ahe ot tr ans re ni eon wa to the ro ie and tho oe sen na re io th a ed he mt on ea re tho a mn ce ae ro sen the an mon io tn aed wre ore ts nee a in the of and to was nd mre ha ine ot eon he ta ro ua ine the ahe ot tr ans re ni eon wa to the ro ie and tho oe sen na re io th a ed he mt on ea re tho a mn ce ae ro sen the an mon io tn aed wre ore ts nee a in the of and to was nd mre ha ine ot eon he ta ro ua ine the ahe ot tr ans re ni eon wa to the ro ie and tho oe sen na re io th a ed he mt on ea re tho a mn ce ae ro sen the an mon io tn aed wre ore ts nee a in the of and to was nd mre ha ine ot eon he ta ro ua ine the ahe ot tr ans re ni eon wa to the ro ie and tho oe sen na re io th a ed he mt on ea re tho a mn ce ae ro sen the an mon io tn aed wre ore ts nee a in the of and to was nd mre ha ine ot eon he ta ro ua ine the ahe ot tr ans re ni eon wa to the ro ie and tho oe sen na re io th a ed he mt on ea re tho a mn ce ae ro sen the an mon io tn aed wre ore ts nee a in the of and to was nd mre ha ine ot eon he ta ro ua ine the ahe ot tr ans re ni eon wa to the ro ie and tho oe sen na re io th a ed he mt on ea re tho a mn ce ae ro sen the an mon io tn aed wre ore ts nee a in the of and to was nd mre ha ine ot eon he ta ro ua ine the ahe ot tr ans re ni eon wa to the ro ie and tho oe sen na re io th a ed he mt on ea re tho a mn ce ae ro sen the an mon io tn aed wre ore ts nee a in the of and to was nd mre ha ine ot eon he ta ro ua ine the ahe ot tr ans re ni eon wa to the ro ie and tho oe sen na re io th a ed he mt on ea re tho a mn ce ae ro sen the an mon io tn aed wre ore ts nee a in the of and to was nd mre ha ine ot eon he ta ro ua ine the ahe ot tr ans re ni eon wa to the ro ie and tho oe sen na re io th a ed he mt on ea re tho a mn ce ae ro sen the an mon io tn aed wre ore ts nee a in the of and to was nd mre ha ine ot eon he ta ro ua ine the ahe ot tr ans re ni eon wa to the ro ie and tho oe sen na re io th a ed he mt on ea re tho a mn ce ae ro sen the an mon io tn aed wre ore ts nee a in the of and to was nd mre ha ine ot eon he ta ro ua ine the ahe ot tr ans re ni eon wa to the ro ie and tho oe sen na re io th a ed he mt on ea re tho a mn ce ae ro sen the an mon io tn aed wre ore ts nee a in the of and to was nd mre ha ine ot eon he ta ro ua ine the ahe ot tr ans re ni eon wa to the ro ie and tho oe sen na re io th a ed he mt on ea re tho a mn ce ae ro sen the an mon io tn aed wre ore ts nee a in the of and to was nd mre ha ine ot eon he ta ro ua ine the ahe ot tr ans re ni eon wa to the ro ie and tho oe sen na re io th a ed he mt on ea re tho a mn ce ae ro sen the an mon io tn aed wre ore ts nee a in the of and to was nd mre ha ine ot eon he ta ro ua ine the ahe ot tr ans re ni eon wa to the ro ie and tho oe sen na re io th a ed he mt on ea re tho a mn ce ae ro sen the an mon io tn aed wre ore ts nee a in the of and to was nd mre ha ine ot eon he ta ro ua ine the ahe ot tr ans re ni eon wa to the ro ie and tho oe sen na re io th a ed he mt on ea re tho a mn ce ae ro sen the an mon io tn aed wre ore ts nee a in the of and to was nd mre ha ine ot eon he ta ro ua ine the ahe ot tr ans re ni eon wa to the ro ie and tho oe sen na re io th a ed he mt on ea re tho a mn ce ae ro sen the an mon io tn aed wre ore ts nee a in the of and to was nd mre ha ine ot eon he ta ro ua ine the ahe ot tr ans re ni eon wa to the ro ie and tho oe sen na re io th a ed he mt on ea re tho a mn ce ae ro sen the an mon io tn aed wre ore ts nee a in the of and to was nd mre ha ine ot eon he ta ro ua ine the ahe ot tr ans re ni eon wa to the ro ie and tho oe sen na re io th a ed he mt on ea re tho a mn ce ae ro sen the an mon io tn aed wre ore ts nee a in the of and to was nd mre ha ine ot eon he ta ro ua ine the ahe ot tr ans re ni eon wa to the ro ie and tho oe sen na re io th a ed he mt on ea re tho a mn ce ae ro sen the an mon io tn aed wre ore ts nee a in the of and to was nd mre ha ine ot eon he ta ro ua ine the ahe ot tr ans re ni eon wa to the ro ie and tho oe sen na re io th a ed he mt on ea re tho a mn ce ae ro sen the an mon io tn aed wre ore ts nee a in the of and to was nd mre ha ine ot eon he ta ro ua ine the ahe ot tr ans re ni eon wa to the ro ie and tho oe sen na re io th a ed he mt on ea re tho a mn ce ae ro sen the an mon io tn aed wre ore ts nee a in the of and to was nd mre ha ine ot eon he ta ro ua ine the ahe ot tr ans re ni eon wa to the ro ie and tho oe sen na re io th a ed he mt on ea re tho a mn ce ae ro sen the an mon io tn aed wre ore ts nee a in the of and to was nd mre ha ine ot eon he ta ro ua ine the ahe ot tr ans re ni eon wa to the ro ie and tho oe sen na re io th a ed he mt on ea re tho a mn ce ae ro sen the an mon io tn aed wre ore ts nee a in the of and to was nd mre ha ine ot eon he ta ro ua ine the ahe ot tr ans re ni eon wa to the ro ie and tho oe sen na re io th a ed he mt on ea re tho a mn ce ae ro sen the an mon io tn aed wre ore ts nee a in the of and to was nd mre ha ine ot eon he ta ro ua ine the ahe ot tr ans re ni eon wa to the ro ie and tho oe sen na re io th a ed he mt on ea re tho a mn ce ae ro sen the an mon io tn aed wre ore ts nee a in the of and to was nd mre ha ine ot eon he ta ro ua ine the ahe ot tr ans re ni eon wa to the ro ie and tho oe sen na re io th a ed he mt on ea re tho a mn ce ae ro sen the an mon io tn aed wre ore ts nee a in the of and to was nd mre ha ine ot eon he ta ro ua ine the ahe ot tr ans re ni eon wa to the ro ie and tho oe sen na re io th a ed he mt on ea re tho a mn ce ae ro sen the an mon io tn aed wre ore ts nee a in the of and to was nd mre ha ine ot eon he ta ro ua ine the ahe ot tr ans re ni eon wa to the ro ie and tho oe sen na re io th a ed he mt on ea re tho a mn ce ae ro sen the an mon io tn aed wre ore ts nee a in the of and to was nd mre ha ine ot eon he ta ro ua ine the ahe ot tr ans re ni eon wa to the ro ie and tho oe sen na re io th a ed he mt on ea re tho a mn ce ae ro sen the an mon io tn aed wre ore ts nee a in the of and to was nd mre ha ine ot eon he ta ro ua ine the ahe ot tr ans re ni eon wa to the ro ie and tho oe sen na re io th a ed he mt on ea re tho a mn ce ae ro sen the an mon io tn aed wre ore ts nee a in the of and to was nd mre ha ine ot eon he ta ro ua ine the ahe ot tr ans re ni eon wa to the ro ie and tho oe sen na re io th a ed he mt on ea re tho a mn ce ae ro sen the an mon io tn aed wre ore ts nee a in the of and to was nd mre ha ine ot eon he ta ro ua ine the ahe ot tr ans re ni eon wa to the ro ie and tho oe sen na re io th a ed he mt on ea re tho a mn ce ae ro sen the an mon io tn aed wre ore ts nee a in the of and to was nd mre ha ine ot eon he ta ro ua ine the ahe ot tr ans re ni eon wa to the ro ie and tho oe sen na re io th a ed he mt on ea re tho a mn ce ae ro sen the an mon io tn aed wre ore ts nee a in the of and to was nd mre ha ine ot eon he ta ro ua ine the ahe ot tr ans re ni eon wa to the ro ie and tho oe sen na re io th a ed he mt on ea re tho a mn ce ae ro sen the an mon io tn aed wre ore ts nee a in the of and to was nd mre ha ine ot eon he ta ro ua ine the ahe ot tr ans re ni eon wa to the ro ie and tho oe sen na re io th a ed he mt on ea re tho a mn ce ae ro sen the an mon io tn aed wre ore ts nee a in the of and to was nd mre ha ine ot eon he ta ro ua ine the ahe ot tr ans re ni eon wa to the ro ie and tho oe sen na re io th a ed he mt on ea re tho a mn ce ae ro sen the an mon io tn aed wre ore ts nee a in the of and to was nd mre ha ine ot eon he ta ro ua ine the ahe ot tr ans re ni eon wa to the ro ie and tho oe sen na re io th a ed he mt on ea re tho a mn ce ae ro sen the an mon io tn aed wre ore ts nee a in the of and to was nd mre ha ine ot eon he ta ro ua ine the ahe ot tr ans re ni eon wa to the ro ie and tho oe sen na re io th a ed he mt on ea re tho a mn ce ae ro sen the an mon io tn aed wre ore ts nee a in the of and to was nd mre ha ine ot eon he ta ro ua ine the ahe ot tr ans re ni eon wa to the ro ie and tho oe sen na re io th a ed he mt on ea re tho a mn ce ae ro sen the an mon io tn aed wre ore ts nee a in the of and to was nd mre ha ine ot eon he ta ro ua ine the ahe ot tr ans re ni eon wa to the ro ie and tho oe sen na re io th a ed he mt on ea re tho a mn ce ae ro sen the an mon io tn aed wre ore ts nee a in the of and to was nd mre ha ine ot eon he ta ro ua ine the ahe ot tr ans re ni eon wa to the ro ie and tho oe sen na re io th a ed he mt on ea re tho a mn ce ae ro sen the an mon io tn aed wre ore ts nee a in the of and to was nd mre ha ine ot eon he ta ro ua ine the ahe ot tr ans re ni eon wa to the ro ie and tho oe sen na re io th a ed he mt on ea re tho a mn ce ae ro sen the an mon io tn aed wre ore ts nee a in the of and to was nd mre ha ine ot eon he ta ro ua ine the ahe ot tr ans re ni eon wa to the ro ie and tho oe sen na re io th a ed he mt on ea re tho a mn ce ae ro sen the an mon io tn aed wre ore ts nee a in the of and to was nd mre ha ine ot eon he ta ro ua ine the ahe ot tr ans re ni eon wa to the ro ie and tho oe sen na re io th a ed he mt on ea re tho a mn ce ae ro sen the an mon io tn aed wre ore ts nee a in the of and to was nd mre ha ine ot eon he ta ro ua ine the ahe ot tr ans re ni eon wa to the ro ie and tho oe sen na re io th a ed he mt on ea re tho a mn ce ae ro sen the an mon io tn aed wre ore ts nee a in the of and to was nd mre ha ine ot eon he ta ro ua ine the ahe ot tr ans re ni eon wa to the ro ie and tho oe sen na re io th a ed he mt on ea re tho a mn ce ae ro sen the an mon io tn aed wre ore ts nee a in the of and to was nd mre ha ine ot eon he ta ro ua ine the ahe ot tr ans re ni eon wa to the ro ie and tho oe sen na re io th a ed he mt on ea re tho a mn ce ae ro sen the an mon io tn aed wre ore ts nee a in the of and to was nd mre ha ine ot eon he ta ro ua ine the ahe ot tr ans re ni eon wa to the ro ie and tho oe sen na re io th a ed he mt on ea re tho a mn ce ae ro sen the an mon io tn aed wre ore ts nee a in the of and to was nd mre ha ine ot eon he ta ro ua ine the ahe ot tr ans re ni eon wa to the ro ie and tho oe sen na re io th a ed he mt on ea re tho a mn ce ae ro sen the an mon io tn aed wre ore ts nee a in the of and to was nd mre ha ine ot eon he ta ro ua ine the ahe ot tr ans re ni eon wa to the ro ie and tho oe sen na re io th a ed he mt on ea re tho a mn ce ae ro sen the an mon io tn aed wre ore ts nee a in the of and to was nd mre ha ine ot eon he ta ro ua ine the ahe ot tr ans re ni eon wa to the ro ie and tho oe sen na re io th a ed he mt on ea re tho a mn ce ae ro sen the an mon io tn aed wre ore ts nee a in the of and to was nd mre ha ine ot eon he ta ro ua ine the ahe ot tr ans re ni eon wa to the ro ie and tho oe sen na re io th a ed he mt on ea re [9, 318, 104, 2323]
section-rule [552, 164, 590, 165]
article-subheading: THREE SENTENCES. [645, 271, 702, 278]
article-paragraph: The liner Tourain on Wednesday entered the icefield, and quitted it on Thursday. She warned the Titanic an Friday, receiving the captain's thanks. [214, 75, 310, 102]
article-heading: MAYORAL ELECTIONS. [524, 248, 617, 258]
article-subheading: "A VIOLENT, IMPUDENT SPEECH." [318, 107, 412, 113]
article-paragraph: The Daily News says that the election in Turkey shows that instead of a liberal policy there has been a steady Ottomanising of the Empire. [420, 221, 516, 248]
article-subheading: A CLEAR CUT ISSUE. [336, 400, 394, 407]
section-rule [449, 334, 487, 335]
article-subheading: AUCKLAND STOCK EXCHANGE. [526, 181, 615, 188]
article-section [420, 381, 516, 432]
column-divider-rule [317, 318, 413, 319]
article-paragraph: No. 7 underground tank at No. 2 bore is nearing completion. [9, 278, 104, 292]
article-subheading: SYMPATHY ON THE CONTINENT. [114, 292, 204, 299]
column-divider-rule [626, 189, 721, 190]
section-rule [243, 214, 281, 215]
article-heading: Titanic Disaster. [121, 24, 197, 35]
article-subheading: THE BUILDERS' THEORY. [227, 67, 297, 74]
article-paragraph: It has been decided by Cabinet to appoint veterinary surgeons to the Defence Department, the salaries recommended to the Department being approved. [9, 22, 104, 48]
article-heading: ROYAL HUMANE SOCIETY [640, 194, 707, 213]
article-heading: LAXO-TONIC PILLS [18, 300, 95, 310]
body-copy-texture: tho a mn ce ae ro sen the an mon io tn aed wre ore ts nee a in the of and to was nd mre ha ine ot eon he ta ro ua ine the ahe ot tr ans re ni eon wa to the ro ie and tho oe sen na re io th a ed he mt on ea re tho a mn ce ae ro sen the an mon io tn aed wre ore ts nee a in the of and to was nd mre ha ine ot eon he ta ro ua ine the ahe ot tr ans re ni eon wa to the ro ie and tho oe sen na re io th a ed he mt on ea re tho a mn ce ae ro sen the an mon io tn aed wre ore ts nee a in the of and to was nd mre ha ine ot eon he ta ro ua ine the ahe ot tr ans re ni eon wa to the ro ie and tho oe sen na re io th a ed he mt on ea re tho a mn ce ae ro sen the an mon io tn aed wre ore ts nee a in the of and to was nd mre ha ine ot eon he ta ro ua ine the ahe ot tr ans re ni eon wa to the ro ie and tho oe sen na re io th a ed he mt on ea re tho a mn ce ae ro sen the an mon io tn aed wre ore ts nee a in the of and to was nd mre ha ine ot eon he ta ro ua ine the ahe ot tr ans re ni eon wa to the ro ie and tho oe sen na re io th a ed he mt on ea re tho a mn ce ae ro sen the an mon io tn aed wre ore ts nee a in the of and to was nd mre ha ine ot eon he ta ro ua ine the ahe ot tr ans re ni eon wa to the ro ie and tho oe sen na re io th a ed he mt on ea re tho a mn ce ae ro sen the an mon io tn aed wre ore ts nee a in the of and to was nd mre ha ine ot eon he ta ro ua ine the ahe ot tr ans re ni eon wa to the ro ie and tho oe sen na re io th a ed he mt on ea re tho a mn ce ae ro sen the an mon io tn aed wre ore ts nee a in the of and to was nd mre ha ine ot eon he ta ro ua ine the ahe ot tr ans re ni eon wa to the ro ie and tho oe sen na re io th a ed he mt on ea re tho a mn ce ae ro sen the an mon io tn aed wre ore ts nee a in the of and to was nd mre ha ine ot eon he ta ro ua ine the ahe ot tr ans re ni eon wa to the ro ie and tho oe sen na re io th a ed he mt on ea re tho a mn ce ae ro sen the an mon io tn aed wre ore ts nee a in the of and to was nd mre ha ine ot eon he ta ro ua ine the ahe ot tr ans re ni eon wa to the ro ie and tho oe sen na re io th a ed he mt on ea re tho a mn ce ae ro sen the an mon io tn aed wre ore ts nee a in the of and to was nd mre ha ine ot eon he ta ro ua ine the ahe ot tr ans re ni eon wa to the ro ie and tho oe sen na re io th a ed he mt on ea re tho a mn ce ae ro sen the an mon io tn aed wre ore ts nee a in the of and to was nd mre ha ine ot eon he ta ro ua ine the ahe ot tr ans re ni eon wa to the ro ie and tho oe sen na re io th a ed he mt on ea re tho a mn ce ae ro sen the an mon io tn aed wre ore ts nee a in the of and to was nd mre ha ine ot eon he ta ro ua ine the ahe ot tr ans re ni eon wa to the ro ie and tho oe sen na re io th a ed he mt on ea re tho a mn ce ae ro sen the an mon io tn aed wre ore ts nee a in the of and to was nd mre ha ine ot eon he ta ro ua ine the ahe ot tr ans re ni eon wa to the ro ie and tho oe sen na re io th a ed he mt on ea re tho a mn ce ae ro sen the an mon io tn aed wre ore ts nee a in the of and to was nd mre ha ine ot eon he ta ro ua ine the ahe ot tr ans re ni eon wa to the ro ie and tho oe sen na re io th a ed he mt on ea re tho a mn ce ae ro sen the an mon io tn aed wre ore ts nee a in the of and to was nd mre ha ine ot eon he ta ro ua ine the ahe ot tr ans re ni eon wa to the ro ie and tho oe sen na re io th a ed he mt on ea re tho a mn ce ae ro sen the an mon io tn aed wre ore ts nee a in the of and to was nd mre ha ine ot eon he ta ro ua ine the ahe ot tr ans re ni eon wa to the ro ie and tho oe sen na re io th a ed he mt on ea re tho a mn ce ae ro sen the an mon io tn aed wre ore ts nee a in the of and to was nd mre ha ine ot eon he ta ro ua ine the ahe ot tr ans re ni eon wa to the ro ie and tho oe sen na re io th a ed he mt on ea re tho a mn ce ae ro sen the an mon io tn aed wre ore ts nee a in the of and to was nd mre ha ine ot eon he ta ro ua ine the ahe ot tr ans re ni eon wa to the ro ie and tho oe sen na re io th a ed he mt on ea re tho a mn ce ae ro sen the an mon io tn aed wre ore ts nee a in the of and to was nd mre ha ine ot eon he ta ro ua ine the ahe ot tr ans re ni eon wa to the ro ie and tho oe sen na re io th a ed he mt on ea re tho a mn ce ae ro sen the an mon io tn aed wre ore ts nee a in the of and to was nd mre ha ine ot eon he ta ro ua ine the ahe ot tr ans re ni eon wa to the ro ie and tho oe sen na re io th a ed he mt on ea re tho a mn ce ae ro sen the an mon io tn aed wre ore ts nee a in the of and to was nd mre ha ine ot eon he ta ro ua ine the ahe ot tr ans re ni eon wa to the ro ie and tho oe sen na re io th a ed he mt on ea re tho a mn ce ae ro sen the an mon io tn aed wre ore ts nee a in the of and to was nd mre ha ine ot eon he ta ro ua ine the ahe ot tr ans re ni eon wa to the ro ie and tho oe sen na re io th a ed he mt on ea re tho a mn ce ae ro sen the an mon io tn aed wre ore ts nee a in the of and to was nd mre ha ine ot eon he ta ro ua ine the ahe ot tr ans re ni eon wa to the ro ie and tho oe sen na re io th a ed he mt on ea re tho a mn ce ae ro sen the an mon io tn aed wre ore ts nee a in the of and to was nd mre ha ine ot eon he ta ro ua ine the ahe ot tr ans re ni eon wa to the ro ie and tho oe sen na re io th a ed he mt on ea re tho a mn ce ae ro sen the an mon io tn aed wre ore ts nee a in the of and to was nd mre ha ine ot eon he ta ro ua ine the ahe ot tr ans re ni eon wa to the ro ie and tho oe sen na re io th a ed he mt on ea re tho a mn ce ae ro sen the an mon io tn aed wre ore ts nee a in the of and to was nd mre ha ine ot eon he ta ro ua ine the ahe ot tr ans re ni eon wa to the ro ie and tho oe sen na re io th a ed he mt on ea re tho a mn ce ae ro sen the an mon io tn aed wre ore ts nee a in the of and to was nd mre ha ine ot eon he ta ro ua ine the ahe ot tr ans re ni eon wa to the ro ie and tho oe sen na re io th a ed he mt on ea re tho a mn ce ae ro sen the an mon io tn aed wre ore ts nee a in the of and to was nd mre ha ine ot eon he ta ro ua ine the ahe ot tr ans re ni eon wa to the ro ie and tho oe sen na re io th a ed he mt on ea re tho a mn ce ae ro sen the an mon io tn aed wre ore ts nee a in the of and to was nd mre ha ine ot eon he ta ro ua ine the ahe ot tr ans re ni eon wa to the ro ie and tho oe sen na re io th a ed he mt on ea re tho a mn ce ae ro sen the an mon io tn aed wre ore ts nee a in the of and to was nd mre ha ine ot eon he ta ro ua ine the ahe ot tr ans re ni eon wa to the ro ie and tho oe sen na re io th a ed he mt on ea re tho a mn ce ae ro sen the an mon io tn aed wre ore ts nee a in the of and to was nd mre ha ine ot eon he ta ro ua ine the ahe ot tr ans re ni eon wa to the ro ie and tho oe sen na re io th a ed he mt on ea re tho a mn ce ae ro sen the an mon io tn aed wre ore ts nee a in the of and to was nd mre ha ine ot eon he ta ro ua ine the ahe ot tr ans re ni eon wa to the ro ie and tho oe sen na re io th a ed he mt on ea re tho a mn ce ae ro sen the an mon io tn aed wre ore ts nee a in the of and to was nd mre ha ine ot eon he ta ro ua ine the ahe ot tr ans re ni eon wa to the ro ie and tho oe sen na re io th a ed he mt on ea re tho a mn ce ae ro sen the an mon io tn aed wre ore ts nee a in the of and to was nd mre ha ine ot eon he ta ro ua ine the ahe ot tr ans re ni eon wa to the ro ie and tho oe sen na re io th a ed he mt on ea re tho a mn ce ae ro sen the an mon io tn aed wre ore ts nee a in the of and to was nd mre ha ine ot eon he ta ro ua ine the ahe ot tr ans re ni eon wa to the ro ie and tho oe sen na re io th a ed he mt on ea re tho a mn ce ae ro sen the an mon io tn aed wre ore ts nee a in the of and to was nd mre ha ine ot eon he ta ro ua ine the ahe ot tr ans re ni eon wa to the ro ie and tho oe sen na re io th a ed he mt on ea re tho a mn ce ae ro sen the an mon io tn aed wre ore ts nee a in the of and to was nd mre ha ine ot eon he ta ro ua ine the ahe ot tr ans re ni eon wa to the ro ie and tho oe sen na re io th a ed he mt on ea re tho a mn ce ae ro sen the an mon io tn aed wre ore ts nee a in the of and to was nd mre ha ine ot eon he ta ro ua ine the ahe ot tr ans re ni eon wa to the ro ie and tho oe sen na re io th a ed he mt on ea re tho a mn ce ae ro sen the an mon io tn aed wre ore ts nee a in the of and to was nd mre ha ine ot eon he ta ro ua ine the ahe ot tr ans re ni eon wa to the ro ie and tho oe sen na re io th a ed he mt on ea re tho a mn ce ae ro sen the an mon io tn aed wre ore ts nee a in the of and to was nd mre ha ine ot eon he ta ro ua ine the ahe ot tr ans re ni eon wa to the ro ie and tho oe sen na re io th a ed he mt on ea re tho a mn ce ae ro sen the an mon io tn aed wre ore ts nee a in the of and to was nd mre ha ine ot eon he ta ro ua ine the ahe ot tr ans re ni eon wa to the ro ie and tho oe sen na re io th a ed he mt on ea re tho a mn ce ae ro sen the an mon io tn aed wre ore ts nee a in the of and to was nd mre ha ine ot eon he ta ro ua ine the ahe ot tr ans re ni eon wa to the ro ie and tho oe sen na re io th a ed he mt on ea re tho a mn ce ae ro sen the an mon io tn aed wre ore ts nee a in the of and to was nd mre ha ine ot eon he ta ro ua ine the ahe ot tr ans re ni eon wa to the ro ie and tho oe sen na re io th a ed he mt on ea re tho a mn ce ae ro sen the an mon io tn aed wre ore ts nee a in the of and to was nd mre ha ine ot eon he ta ro ua ine the ahe ot tr ans re ni eon wa to the ro ie and tho oe sen na re io th a ed he mt on ea re tho a mn ce ae ro sen the an mon io tn aed wre ore ts nee a in the of and to was nd mre ha ine ot eon he ta ro ua ine the ahe ot tr ans re ni eon wa to the ro ie and tho oe sen na re io th a ed he mt on ea re tho a mn ce ae ro sen the an mon io tn aed wre ore ts nee a in the of and to was nd mre ha ine ot eon he ta ro ua ine the ahe ot tr ans re ni eon wa to the ro ie and tho oe sen na re io th a ed he mt on ea re tho a mn ce ae ro sen the an mon io tn aed wre ore ts nee a in the of and to was nd mre ha ine ot eon he ta ro ua ine the ahe ot tr ans re ni eon wa to the ro ie and tho oe sen na re io th a ed he mt on ea re tho a mn ce ae ro sen the an mon io tn aed wre ore ts nee a in the of and to was nd mre ha ine ot eon he ta ro ua ine the ahe ot tr ans re ni eon wa to the ro ie and tho oe sen na re io th a ed he mt on ea re tho a mn ce ae ro sen the an mon io tn aed wre ore ts nee a in the of and to was nd mre ha ine ot eon he ta ro ua ine the ahe ot tr ans re ni eon wa to the ro ie and tho oe sen na re io th a ed he mt on ea re tho a mn ce ae ro sen the an mon io tn aed wre ore ts nee a in the of and to was nd mre ha ine ot eon he ta ro ua ine the ahe ot tr ans re ni eon wa to the ro ie and tho oe sen na re io th a ed he mt on ea re tho a mn ce ae ro sen the an mon io tn aed wre ore ts nee a in the of and to was nd mre ha ine ot eon he ta ro ua ine the ahe ot tr ans re ni eon wa to the ro ie and tho oe sen na re io th a ed he mt on ea re tho a mn ce ae ro sen the an mon io tn aed wre ore ts nee a in the of and to was nd mre ha ine ot eon he ta ro ua ine the ahe ot tr ans re ni eon wa to the ro ie and tho oe sen na re io th a ed he mt on ea re tho a mn ce ae ro sen the an mon io tn aed wre ore ts nee a in the of and to was nd mre ha ine ot eon he ta ro ua ine the ahe ot tr ans re ni eon wa to the ro ie and tho oe sen na re io th a ed he mt on ea re tho a mn ce ae ro sen the an mon io tn aed wre ore ts nee a in the of and to was nd mre ha ine ot eon he ta ro ua ine the ahe ot tr ans re ni eon wa to the ro ie and tho oe sen na re io th a ed he mt on ea re tho a mn ce ae ro sen the an mon io tn aed wre ore ts nee a in the of and to was nd mre ha ine ot eon he ta ro ua ine the ahe ot tr ans re ni eon wa to the ro ie and tho oe sen na re io th a ed he mt on ea re tho a mn ce ae ro sen the an mon io tn aed wre ore ts nee a in the of and to was nd mre ha ine ot eon he ta ro ua ine the ahe ot tr ans re ni eon wa to the ro ie and tho oe sen na re io th a ed he mt on ea re tho a mn ce ae ro sen the an mon io tn aed wre ore ts nee a in the of and to was nd mre ha ine ot eon he ta ro ua ine the ahe ot tr ans re ni eon wa to the ro ie and tho oe sen na re io th a ed he mt on ea re tho a mn ce ae ro sen the an mon io tn aed wre ore ts nee a in the of and to was nd mre ha ine ot eon he ta ro ua ine the ahe ot tr ans re ni eon wa to the ro ie and tho oe sen na re io th a ed he mt on ea re tho a mn ce ae ro sen the an mon io tn aed wre ore ts nee a in the of and to was nd mre ha ine ot eon he ta ro ua ine the ahe ot tr ans re ni eon wa to the ro ie and tho oe sen na re io th a ed he mt on ea re [111, 502, 207, 2507]
article-section [523, 153, 619, 240]
article-paragraph: In the House of Commons, Mr. Harcourt, Secretary for the Colonies, replying to Sir Gilbert Parker, said that he was not aware of Australia's reply to Canada's proposal for a reciprocity agreement. [420, 280, 516, 314]
article-section [420, 26, 516, 131]
article-paragraph: At noon today, when the time for receiving nominations closed, only two nominations had been received for the position of Mayor of New Plymouth. [523, 300, 619, 327]
article-section [626, 128, 721, 185]
article-section [626, 26, 721, 120]
article-paragraph: Eight representatives of the firm were aboard. [214, 177, 310, 190]
masthead-title: THE TARANAKI DAILY NEWS [274, 5, 456, 17]
section-rule [346, 116, 384, 117]
article-heading: PETROLEUM NEWS. [16, 213, 97, 223]
article-subheading: COMPENSATION FOR THE DEAD. [216, 218, 308, 225]
article-subheading: SIXTY-EIGHT OF THE CREW. [223, 251, 301, 258]
article-dateline: London, April 16. [169, 83, 207, 89]
section-rule [346, 269, 384, 270]
section-rule [655, 140, 693, 141]
article-paragraph: Masterton.—Mr. J. M. Coradine, the sitting Mayor, and Mr. T. Hoar, until recently a councillor, have been nominated for the mayoralty. [523, 272, 619, 298]
section-rule [140, 301, 178, 302]
article-paragraph: John McCoy, 55 years of age, who was lately employed on a farm at Ettrick, near Dunedin, was found dead in his bedroom. [626, 100, 721, 120]
article-section [214, 22, 310, 42]
section-rule [140, 462, 178, 463]
article-subheading: THE BILL READ A FIRST TIME. [323, 120, 407, 126]
article-paragraph: The Titanic sank in water two miles deep, between Sable Island and Cape Race. She carried a million pounds' worth of diamonds and half a million pounds' worth of pearls. [111, 211, 207, 238]
column-divider-rule [420, 193, 516, 194]
section-rule [346, 50, 384, 51]
article-paragraph: A ballot of the employees at the State Mine rejected the manager's terms by a huge majority, and the strike is proceeding. [420, 111, 516, 130]
masthead-date: THURSDAY, APRIL 18, 1912. [645, 7, 725, 14]
column-divider-rule [523, 148, 619, 149]
section-rule [346, 37, 384, 38]
article-section [420, 440, 516, 491]
article-subheading: DODGING THE ICE. [132, 164, 186, 171]
article-paragraph: Copper.—Spot, £70 5s 3d; three months, £71 10s. [523, 211, 619, 224]
article-heading: DESTRUCTIVE FIRE. [324, 199, 406, 208]
column-divider-rule [214, 46, 310, 47]
article-section [626, 361, 721, 398]
article-section [523, 248, 619, 328]
article-section [523, 26, 619, 69]
section-rule [140, 409, 178, 410]
article-subheading: THE FATAL ICE FIELD. [128, 400, 190, 407]
article-subheading: ULSTER'S OPPOSITION. [332, 94, 398, 100]
section-rule [140, 262, 178, 263]
article-subheading: THE USE OF ARMED FORCES. [427, 41, 509, 48]
column-divider-rule [626, 251, 721, 252]
article-heading: THE BRITISH NAVY. [429, 322, 507, 332]
article-subheading: TRAINING OF CADETS. [436, 338, 500, 345]
article-heading: INDUSTRIAL UNREST. [424, 26, 512, 35]
column-divider-rule [317, 253, 413, 254]
section-rule [140, 383, 178, 384]
article-subheading: THE HOUSE OF COMMONS. [121, 305, 197, 312]
article-subheading: THE CARPATHIA DELAYED. [121, 426, 197, 433]
article-subheading: THE VICTORIAN STATE MINES. [425, 54, 511, 61]
article-section [9, 130, 104, 205]
section-rule [140, 288, 178, 289]
article-section [626, 314, 721, 352]
section-rule [552, 99, 590, 100]
column-divider-rule [626, 356, 721, 357]
section-rule [346, 396, 384, 397]
article-subheading: A FUTILE WARNING. [233, 54, 291, 61]
newspaper-column [108, 22, 211, 2507]
article-subheading: APPALLING LOSS OF LIFE. [123, 55, 196, 62]
article-paragraph: A fire at Germain destroyed a block in the centre of the town, including large stores and a hotel. There was no fire brigade. The damage is estimated at £34,000. [317, 222, 413, 249]
article-paragraph: The Bill was read a first time by 360 to 266. The majority comprised 245 Liberals, 76 Labourites, and 6 Ofbrienites. [317, 170, 413, 190]
article-section [111, 370, 207, 494]
article-subheading: THE TARANAKI COMPANY. [19, 229, 94, 236]
article-section [317, 199, 413, 249]
section-rule [449, 37, 487, 38]
